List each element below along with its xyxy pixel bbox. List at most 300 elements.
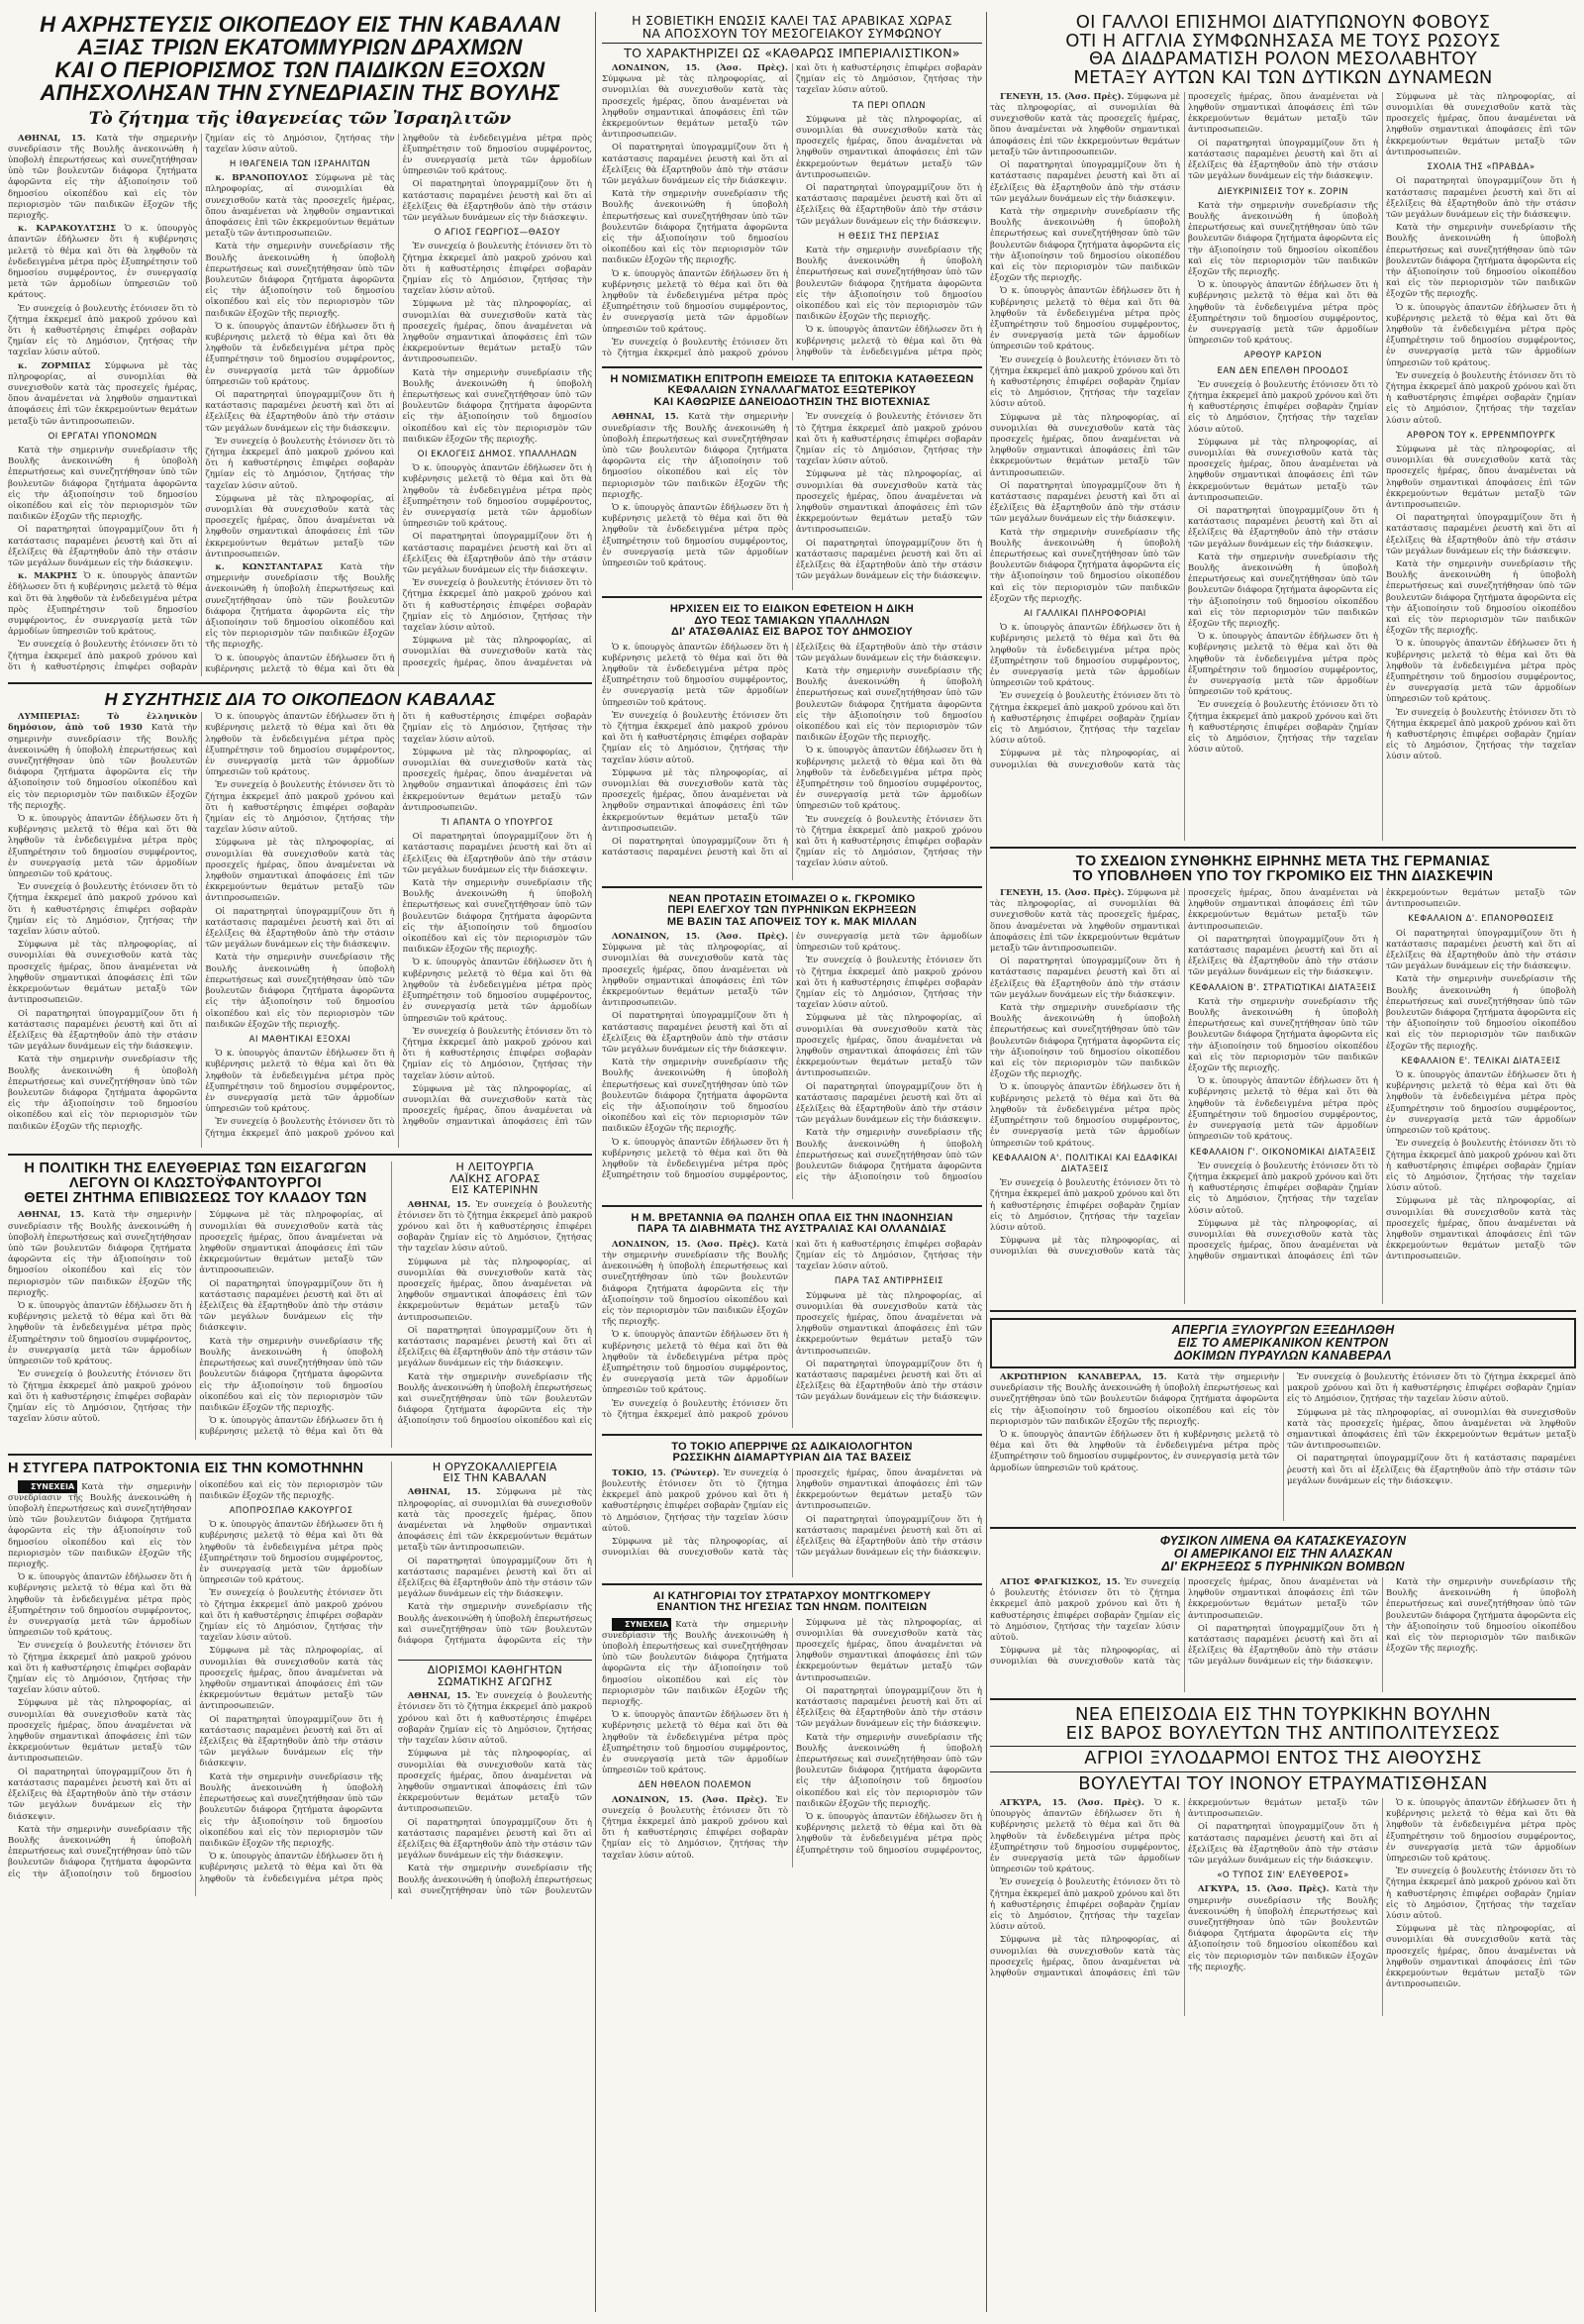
paragraph: Οἱ παρατηρηταὶ ὑπογραμμίζουν ὅτι ἡ κατάστασις παραμένει ῥευστὴ καὶ ὅτι αἱ ἐξελίξεις θὰ ἐξαρτηθοῦν ἀπὸ τὴν στάσιν τῶν μεγάλων δυνάμεων εἰς τὴν διάσκεψιν. — [397, 1556, 592, 1600]
headline-line: ΕΙΣ ΚΑΤΕΡΙΝΗΝ — [451, 1183, 539, 1197]
paragraph: Κατὰ τὴν σημερινὴν συνεδρίασιν τῆς Βουλῆς ἀνεκοινώθη ἡ ὑποβολὴ ἐπερωτήσεως καὶ συνεζητήθησαν ὑπὸ τῶν βουλευτῶν διάφορα ζητήματα ἀφορῶντα εἰς τὴν ἀξιοποίησιν τοῦ δημοσίου οἰκοπέδου καὶ εἰς τὸν περιορισμὸν τῶν παιδικῶν ἐξοχῶν τῆς περιοχῆς. — [602, 1058, 788, 1135]
dateline: ΛΟΝΔΙΝΟΝ, 15. (Ἀσσ. Πρὲς). — [612, 1794, 767, 1805]
paragraph: Ἐν συνεχείᾳ ὁ βουλευτὴς ἐτόνισεν ὅτι τὸ ζήτημα ἐκκρεμεῖ ἀπὸ μακροῦ χρόνου καὶ ὅτι ἡ καθυστέρησις ἐπιφέρει σοβαρὰν ζημίαν εἰς τὸ Δημόσιον, ζητήσας τὴν ταχεῖαν λύσιν αὐτοῦ. — [199, 1588, 383, 1644]
paragraph: Ἐν συνεχείᾳ ὁ βουλευτὴς ἐτόνισεν ὅτι τὸ ζήτημα ἐκκρεμεῖ ἀπὸ μακροῦ χρόνου καὶ ὅτι ἡ καθυστέρησις ἐπιφέρει σοβαρὰν ζημίαν εἰς τὸ Δημόσιον, ζητήσας τὴν ταχεῖαν λύσιν αὐτοῦ. — [205, 436, 395, 491]
paragraph: Ἐν συνεχείᾳ ὁ βουλευτὴς ἐτόνισεν ὅτι τὸ ζήτημα ἐκκρεμεῖ ἀπὸ μακροῦ χρόνου καὶ ὅτι ἡ καθυστέρησις ἐπιφέρει σοβαρὰν ζημίαν εἰς τὸ Δημόσιον, ζητήσας τὴν ταχεῖαν λύσιν αὐτοῦ. — [1188, 1161, 1378, 1216]
article-body — [602, 1468, 982, 1577]
speaker-name: κ. ΚΑΡΑΚΟΥΛΤΣΗΣ — [18, 224, 117, 235]
paragraph: Σύμφωνα μὲ τὰς πληροφορίας, αἱ συνομιλίαι θὰ συνεχισθοῦν κατὰ τὰς προσεχεῖς ἡμέρας, ὅπου ἀναμένεται νὰ ληφθοῦν σημαντικαὶ ἀποφάσεις ἐπὶ τῶν ἐκκρεμούντων θεμάτων μεταξὺ τῶν ἀντιπροσωπειῶν. — [397, 1487, 592, 1554]
article-textile-imports — [8, 1154, 592, 1447]
dateline: ΛΥΜΠΕΡΙΑΣ: Τὸ ἑλληνικὸν δημόσιον, ἀπὸ τοῦ 1930 — [8, 712, 198, 734]
section-subhead: ΑΡΘΡΟΝ ΤΟΥ κ. ΕΡΡΕΝΜΠΟΥΡΓΚ — [1406, 430, 1556, 441]
paragraph: Ὁ κ. ὑπουργὸς ἀπαντῶν ἐδήλωσεν ὅτι ἡ κυβέρνησις μελετᾷ τὸ θέμα καὶ ὅτι θὰ ληφθοῦν τὰ ἐνδεδειγμένα μέτρα πρὸς ἐξυπηρέτησιν τοῦ δημοσίου συμφέροντος, ἐν συνεργασίᾳ μετὰ τῶν ἁρμοδίων ὑπηρεσιῶν τοῦ κράτους. — [1188, 280, 1378, 347]
paragraph: Οἱ παρατηρηταὶ ὑπογραμμίζουν ὅτι ἡ κατάστασις παραμένει ῥευστὴ καὶ ὅτι αἱ ἐξελίξεις θὰ ἐξαρτηθοῦν ἀπὸ τὴν στάσιν τῶν μεγάλων δυνάμεων εἰς τὴν διάσκεψιν. — [8, 525, 198, 569]
paragraph: Ἐν συνεχείᾳ ὁ βουλευτὴς ἐτόνισεν ὅτι τὸ ζήτημα ἐκκρεμεῖ ἀπὸ μακροῦ χρόνου καὶ ὅτι ἡ καθυστέρησις ἐπιφέρει σοβαρὰν ζημίαν εἰς τὸ Δημόσιον, ζητήσας τὴν ταχεῖαν λύσιν αὐτοῦ. — [990, 1178, 1180, 1233]
paragraph: Οἱ παρατηρηταὶ ὑπογραμμίζουν ὅτι ἡ κατάστασις παραμένει ῥευστὴ καὶ ὅτι αἱ ἐξελίξεις θὰ ἐξαρτηθοῦν ἀπὸ τὴν στάσιν τῶν μεγάλων δυνάμεων εἰς τὴν διάσκεψιν. — [397, 1325, 592, 1369]
speaker-name: κ. ΚΩΝΣΤΑΝΤΑΡΑΣ — [215, 562, 323, 573]
headline-line: ΔΥΟ ΤΕΩΣ ΤΑΜΙΑΚΩΝ ΥΠΑΛΛΗΛΩΝ — [694, 614, 890, 627]
headline-line: ΕΙΣ ΒΑΡΟΣ ΒΟΥΛΕΥΤΩΝ ΤΗΣ ΑΝΤΙΠΟΛΙΤΕΥΣΕΩΣ — [1065, 1722, 1501, 1744]
paragraph: Κατὰ τὴν σημερινὴν συνεδρίασιν τῆς Βουλῆς ἀνεκοινώθη ἡ ὑποβολὴ ἐπερωτήσεως καὶ συνεζητήθησαν ὑπὸ τῶν βουλευτῶν διάφορα ζητήματα ἀφορῶντα εἰς τὴν ἀξιοποίησιν τοῦ δημοσίου οἰκοπέδου καὶ εἰς τὸν περιορισμὸν τῶν παιδικῶν ἐξοχῶν τῆς περιοχῆς. — [990, 527, 1180, 604]
headline-line: ΚΕΦΑΛΑΙΩΝ ΣΥΝΑΛΛΑΓΜΑΤΟΣ ΕΞΩΤΕΡΙΚΟΥ — [667, 384, 917, 397]
headline — [8, 14, 592, 105]
paragraph: Κατὰ τὴν σημερινὴν συνεδρίασιν τῆς Βουλῆς ἀνεκοινώθη ἡ ὑποβολὴ ἐπερωτήσεως καὶ συνεζητήθησαν ὑπὸ τῶν βουλευτῶν διάφορα ζητήματα ἀφορῶντα εἰς τὴν ἀξιοποίησιν τοῦ δημοσίου οἰκοπέδου καὶ εἰς τὸν περιορισμὸν τῶν παιδικῶν ἐξοχῶν τῆς περιοχῆς. — [1386, 974, 1576, 1052]
side-story — [391, 1162, 592, 1447]
article-french-fears-britain — [990, 14, 1576, 841]
headline — [602, 604, 982, 638]
article-body — [602, 643, 982, 880]
dateline: ΛΟΝΔΙΝΟΝ, 15. (Ἀσσ. Πρὲς). — [612, 63, 788, 73]
headline: Η ΣΤΥΓΕΡΑ ΠΑΤΡΟΚΤΟΝΙΑ ΕΙΣ ΤΗΝ ΚΟΜΟΤΗΝΗΝ — [8, 1460, 364, 1476]
paragraph: Ἐν συνεχείᾳ ὁ βουλευτὴς ἐτόνισεν ὅτι τὸ ζήτημα ἐκκρεμεῖ ἀπὸ μακροῦ χρόνου καὶ ὅτι ἡ καθυστέρησις ἐπιφέρει σοβαρὰν ζημίαν εἰς τὸ Δημόσιον, ζητήσας τὴν ταχεῖαν λύσιν αὐτοῦ. — [796, 956, 982, 1011]
paragraph: Σύμφωνα μὲ τὰς πληροφορίας, αἱ συνομιλίαι θὰ συνεχισθοῦν κατὰ τὰς προσεχεῖς ἡμέρας, ὅπου ἀναμένεται νὰ ληφθοῦν σημαντικαὶ ἀποφάσεις ἐπὶ τῶν ἐκκρεμούντων θεμάτων μεταξὺ τῶν ἀντιπροσωπειῶν. — [796, 114, 982, 180]
main-story — [8, 1162, 383, 1447]
paragraph: Οἱ παρατηρηταὶ ὑπογραμμίζουν ὅτι ἡ κατάστασις παραμένει ῥευστὴ καὶ ὅτι αἱ ἐξελίξεις θὰ ἐξαρτηθοῦν ἀπὸ τὴν στάσιν τῶν μεγάλων δυνάμεων εἰς τὴν διάσκεψιν. — [205, 389, 395, 434]
paragraph: Σύμφωνα μὲ τὰς πληροφορίας, αἱ συνομιλίαι θὰ συνεχισθοῦν κατὰ τὰς προσεχεῖς ἡμέρας, ὅπου ἀναμένεται νὰ ληφθοῦν σημαντικαὶ ἀποφάσεις ἐπὶ τῶν ἐκκρεμούντων θεμάτων μεταξὺ τῶν ἀντιπροσωπειῶν. — [602, 74, 788, 141]
article-gromyko-proposal — [602, 886, 982, 1199]
headline-line: Η Μ. ΒΡΕΤΑΝΝΙΑ ΘΑ ΠΩΛΗΣΗ ΟΠΛΑ ΕΙΣ ΤΗΝ ΙΝΔΟΝΗΣΙΑΝ — [631, 1211, 953, 1224]
paragraph: Κατὰ τὴν σημερινὴν συνεδρίασιν τῆς Βουλῆς ἀνεκοινώθη ἡ ὑποβολὴ ἐπερωτήσεως καὶ συνεζητήθησαν ὑπὸ τῶν βουλευτῶν διάφορα ζητήματα ἀφορῶντα εἰς τὴν ἀξιοποίησιν τοῦ δημοσίου οἰκοπέδου καὶ εἰς τὸν περιορισμὸν τῶν παιδικῶν ἐξοχῶν τῆς περιοχῆς. — [199, 1336, 383, 1413]
paragraph: Οἱ παρατηρηταὶ ὑπογραμμίζουν ὅτι ἡ κατάστασις παραμένει ῥευστὴ καὶ ὅτι αἱ ἐξελίξεις θὰ ἐξαρτηθοῦν ἀπὸ τὴν στάσιν τῶν μεγάλων δυνάμεων εἰς τὴν διάσκεψιν. — [1188, 505, 1378, 550]
dateline: ΑΘΗΝΑΙ, 15. — [407, 1199, 471, 1210]
paragraph: Ἐν συνεχείᾳ ὁ βουλευτὴς ἐτόνισεν ὅτι τὸ ζήτημα ἐκκρεμεῖ ἀπὸ μακροῦ χρόνου καὶ ὅτι ἡ καθυστέρησις ἐπιφέρει σοβαρὰν ζημίαν εἰς τὸ Δημόσιον, ζητήσας τὴν ταχεῖαν λύσιν αὐτοῦ. — [1287, 1372, 1576, 1405]
headline-line: ΒΟΥΛΕΥΤΑΙ ΤΟΥ ΙΝΟΝΟΥ ΕΤΡΑΥΜΑΤΙΣΘΗΣΑΝ — [990, 1771, 1576, 1794]
article-treasury-trial — [602, 596, 982, 879]
headline-line: ΗΡΧΙΣΕΝ ΕΙΣ ΤΟ ΕΙΔΙΚΟΝ ΕΦΕΤΕΙΟΝ Η ΔΙΚΗ — [669, 603, 915, 616]
section-subhead: «Ο ΤΥΠΟΣ ΣΙΝ' ΕΛΕΥΘΕΡΟΣ» — [1217, 1870, 1349, 1881]
headline-line: ΜΕ ΒΑΣΙΝ ΤΑΣ ΑΠΟΨΕΙΣ ΤΟΥ κ. ΜΑΚ ΜΙΛΛΑΝ — [666, 915, 918, 928]
paragraph: Σύμφωνα μὲ τὰς πληροφορίας, αἱ συνομιλίαι θὰ συνεχισθοῦν κατὰ τὰς προσεχεῖς ἡμέρας, ὅπου ἀναμένεται νὰ ληφθοῦν σημαντικαὶ ἀποφάσεις ἐπὶ τῶν ἐκκρεμούντων θεμάτων μεταξὺ τῶν ἀντιπροσωπειῶν. — [602, 767, 788, 834]
paragraph: Ἐν συνεχείᾳ ὁ βουλευτὴς ἐτόνισεν ὅτι τὸ ζήτημα ἐκκρεμεῖ ἀπὸ μακροῦ χρόνου καὶ ὅτι ἡ καθυστέρησις ἐπιφέρει σοβαρὰν ζημίαν εἰς τὸ Δημόσιον, ζητήσας τὴν ταχεῖαν λύσιν αὐτοῦ. — [990, 691, 1180, 747]
article-kavala-plot-parliament — [8, 14, 592, 676]
paragraph: Σύμφωνα μὲ τὰς πληροφορίας, αἱ συνομιλίαι θὰ συνεχισθοῦν κατὰ τὰς προσεχεῖς ἡμέρας, ὅπου ἀναμένεται νὰ ληφθοῦν σημαντικαὶ ἀποφάσεις ἐπὶ τῶν ἐκκρεμούντων θεμάτων μεταξὺ τῶν ἀντιπροσωπειῶν. — [1386, 91, 1576, 157]
paragraph: Ὁ κ. ὑπουργὸς ἀπαντῶν ἐδήλωσεν ὅτι ἡ κυβέρνησις μελετᾷ τὸ θέμα καὶ ὅτι θὰ ληφθοῦν τὰ ἐνδεδειγμένα μέτρα πρὸς ἐξυπηρέτησιν τοῦ δημοσίου συμφέροντος, ἐν συνεργασίᾳ μετὰ τῶν ἁρμοδίων ὑπηρεσιῶν τοῦ κράτους. — [990, 623, 1180, 689]
section-subhead: ΔΙΕΥΚΡΙΝΙΣΕΙΣ ΤΟΥ κ. ΖΟΡΙΝ — [1218, 186, 1348, 197]
article-german-peace-treaty — [990, 847, 1576, 1304]
headline-line: ΕΙΣ ΤΗΝ ΚΑΒΑΛΑΝ — [443, 1470, 547, 1484]
paragraph: Ὁ κ. ὑπουργὸς ἀπαντῶν ἐδήλωσεν ὅτι ἡ κυβέρνησις μελετᾷ τὸ θέμα καὶ ὅτι θὰ ληφθοῦν τὰ ἐνδεδειγμένα μέτρα πρὸς ἐξυπηρέτησιν τοῦ δημοσίου συμφέροντος, ἐν συνεργασίᾳ μετὰ τῶν ἁρμοδίων ὑπηρεσιῶν τοῦ κράτους. — [8, 1572, 192, 1639]
paragraph: Οἱ παρατηρηταὶ ὑπογραμμίζουν ὅτι ἡ κατάστασις παραμένει ῥευστὴ καὶ ὅτι αἱ ἐξελίξεις θὰ ἐξαρτηθοῦν ἀπὸ τὴν στάσιν τῶν μεγάλων δυνάμεων εἰς τὴν διάσκεψιν. — [796, 1685, 982, 1730]
article-alaska-harbor — [990, 1527, 1576, 1692]
paragraph: Ὁ κ. ὑπουργὸς ἀπαντῶν ἐδήλωσεν ὅτι ἡ κυβέρνησις μελετᾷ τὸ θέμα καὶ ὅτι θὰ ληφθοῦν τὰ ἐνδεδειγμένα μέτρα πρὸς ἐξυπηρέτησιν τοῦ δημοσίου συμφέροντος, ἐν συνεργασίᾳ μετὰ τῶν ἁρμοδίων ὑπηρεσιῶν τοῦ κράτους. — [602, 502, 788, 568]
paragraph: Ὁ κ. ὑπουργὸς ἀπαντῶν ἐδήλωσεν ὅτι ἡ κυβέρνησις μελετᾷ τὸ θέμα καὶ ὅτι θὰ ληφθοῦν τὰ ἐνδεδειγμένα μέτρα πρὸς ἐξυπηρέτησιν τοῦ δημοσίου συμφέροντος, ἐν συνεργασίᾳ μετὰ τῶν ἁρμοδίων ὑπηρεσιῶν τοῦ κράτους. — [8, 571, 198, 638]
paragraph: Οἱ παρατηρηταὶ ὑπογραμμίζουν ὅτι ἡ κατάστασις παραμένει ῥευστὴ καὶ ὅτι αἱ ἐξελίξεις θὰ ἐξαρτηθοῦν ἀπὸ τὴν στάσιν τῶν μεγάλων δυνάμεων εἰς τὴν διάσκεψιν. — [990, 957, 1180, 1000]
paragraph: Κατὰ τὴν σημερινὴν συνεδρίασιν τῆς Βουλῆς ἀνεκοινώθη ἡ ὑποβολὴ ἐπερωτήσεως καὶ συνεζητήθησαν ὑπὸ τῶν βουλευτῶν διάφορα ζητήματα ἀφορῶντα εἰς τὴν — [397, 1602, 592, 1647]
section-subhead: ΤΑ ΠΕΡΙ ΟΠΛΩΝ — [851, 100, 927, 111]
paragraph: Ὁ κ. ὑπουργὸς ἀπαντῶν ἐδήλωσεν ὅτι ἡ κυβέρνησις μελετᾷ τὸ θέμα καὶ ὅτι θὰ ληφθοῦν τὰ ἐνδεδειγμένα μέτρα πρὸς ἐξυπηρέτησιν τοῦ δημοσίου συμφέροντος, ἐν συνεργασίᾳ μετὰ τῶν ἁρμοδίων ὑπηρεσιῶν τοῦ κράτους. — [205, 321, 395, 387]
headline — [990, 14, 1576, 88]
paragraph: Ὁ κ. ὑπουργὸς ἀπαντῶν ἐδήλωσεν ὅτι ἡ κυβέρνησις μελετᾷ τὸ θέμα καὶ ὅτι θὰ ληφθοῦν τὰ ἐνδεδειγμένα μέτρα πρὸς ἐξυπηρέτησιν τοῦ δημοσίου συμφέροντος, ἐν συνεργασίᾳ μετὰ τῶν ἁρμοδίων ὑπηρεσιῶν τοῦ κράτους. — [602, 268, 788, 335]
paragraph: Οἱ παρατηρηταὶ ὑπογραμμίζουν ὅτι ἡ κατάστασις παραμένει ῥευστὴ καὶ ὅτι αἱ ἐξελίξεις θὰ ἐξαρτηθοῦν ἀπὸ τὴν στάσιν τῶν μεγάλων δυνάμεων εἰς τὴν διάσκεψιν. — [796, 183, 982, 227]
dateline: ΑΘΗΝΑΙ, 15. — [18, 133, 86, 144]
paragraph: Ὁ κ. ὑπουργὸς ἀπαντῶν ἐδήλωσεν ὅτι ἡ κυβέρνησις μελετᾷ τὸ θέμα καὶ ὅτι θὰ ληφθοῦν τὰ ἐνδεδειγμένα μέτρα πρὸς — [796, 325, 982, 357]
headline-line: ΘΑ ΔΙΑΔΡΑΜΑΤΙΣΗ ΡΟΛΟΝ ΜΕΣΟΛΑΒΗΤΟΥ — [1088, 49, 1478, 70]
paragraph: Κατὰ τὴν σημερινὴν συνεδρίασιν τῆς Βουλῆς ἀνεκοινώθη ἡ ὑποβολὴ ἐπερωτήσεως καὶ συνεζητήθησαν ὑπὸ τῶν βουλευτῶν διάφορα ζητήματα ἀφορῶντα εἰς τὴν ἀξιοποίησιν τοῦ δημοσίου οἰκοπέδου καὶ εἰς τὸν περιορισμὸν τῶν παιδικῶν ἐξοχῶν τῆς περιοχῆς. — [199, 1771, 383, 1849]
headline-line: ΦΥΣΙΚΟΝ ΛΙΜΕΝΑ ΘΑ ΚΑΤΑΣΚΕΥΑΣΟΥΝ — [1159, 1534, 1407, 1549]
paragraph: Ἐν συνεχείᾳ ὁ βουλευτὴς ἐτόνισεν ὅτι τὸ ζήτημα ἐκκρεμεῖ ἀπὸ μακροῦ χρόνου καὶ ὅτι ἡ καθυστέρησις ἐπιφέρει σοβαρὰν ζημίαν εἰς τὸ Δημόσιον, ζητήσας τὴν ταχεῖαν λύσιν αὐτοῦ. — [402, 1026, 592, 1081]
headline-line: ΕΝΑΝΤΙΟΝ ΤΗΣ ΗΓΕΣΙΑΣ ΤΩΝ ΗΝΩΜ. ΠΟΛΙΤΕΙΩΝ — [656, 1601, 928, 1614]
article-body — [602, 1618, 982, 1868]
paragraph: Κατὰ τὴν σημερινὴν συνεδρίασιν τῆς Βουλῆς ἀνεκοινώθη ἡ ὑποβολὴ ἐπερωτήσεως καὶ συνεζητήθησαν ὑπὸ τῶν βουλευτῶν διάφορα ζητήματα ἀφορῶντα εἰς τὴν ἀξιοποίησιν τοῦ δημοσίου οἰκοπέδου καὶ εἰς τὸν περιορισμὸν τῶν παιδικῶν ἐξοχῶν τῆς περιοχῆς. — [1386, 223, 1576, 300]
headline-line: ΑΙ ΚΑΤΗΓΟΡΙΑΙ ΤΟΥ ΣΤΡΑΤΑΡΧΟΥ ΜΟΝΤΓΚΟΜΕΡΥ — [652, 1589, 932, 1602]
article-body — [8, 712, 592, 1148]
paragraph: Ἐν συνεχείᾳ ὁ βουλευτὴς ἐτόνισεν ὅτι τὸ ζήτημα ἐκκρεμεῖ ἀπὸ μακροῦ χρόνου καὶ ὅτι ἡ καθυστέρησις ἐπιφέρει σοβαρὰν ζημίαν εἰς τὸ Δημόσιον, ζητήσας τὴν ταχεῖαν λύσιν αὐτοῦ. — [397, 1199, 592, 1255]
paragraph: Κατὰ τὴν σημερινὴν συνεδρίασιν τῆς Βουλῆς ἀνεκοινώθη ἡ ὑποβολὴ ἐπερωτήσεως καὶ συνεζητήθησαν ὑπὸ τῶν βουλευτῶν διάφορα ζητήματα ἀφορῶντα εἰς τὴν ἀξιοποίησιν τοῦ δημοσίου οἰκοπέδου καὶ εἰς τὸν περιορισμὸν τῶν παιδικῶν ἐξοχῶν τῆς περιοχῆς. — [402, 367, 592, 445]
paragraph: Σύμφωνα μὲ τὰς πληροφορίας, αἱ συνομιλίαι θὰ συνεχισθοῦν κατὰ τὰς προσεχεῖς ἡμέρας, ὅπου ἀναμένεται νὰ ληφθοῦν σημαντικαὶ ἀποφάσεις ἐπὶ τῶν ἐκκρεμούντων θεμάτων μεταξὺ τῶν ἀντιπροσωπειῶν. — [990, 1797, 1378, 1978]
headline — [398, 1162, 592, 1195]
article-body — [8, 1210, 383, 1440]
paragraph: Οἱ παρατηρηταὶ ὑπογραμμίζουν ὅτι ἡ κατάστασις παραμένει ῥευστὴ καὶ ὅτι αἱ ἐξελίξεις θὰ ἐξαρτηθοῦν ἀπὸ τὴν στάσιν τῶν μεγάλων δυνάμεων εἰς τὴν διάσκεψιν. — [602, 143, 788, 187]
headline — [398, 1462, 592, 1484]
headline-line: ΟΙ ΑΜΕΡΙΚΑΝΟΙ ΕΙΣ ΤΗΝ ΑΛΑΣΚΑΝ — [1173, 1547, 1393, 1562]
article-body — [990, 1798, 1576, 2016]
paragraph: Οἱ παρατηρηταὶ ὑπογραμμίζουν ὅτι ἡ κατάστασις παραμένει ῥευστὴ καὶ ὅτι αἱ ἐξελίξεις θὰ ἐξαρτηθοῦν ἀπὸ τὴν στάσιν τῶν μεγάλων δυνάμεων εἰς τὴν διάσκεψιν. — [1188, 1623, 1378, 1667]
headline-line: ΔΙΟΡΙΣΜΟΙ ΚΑΘΗΓΗΤΩΝ — [427, 1664, 562, 1677]
dateline: ΑΚΡΩΤΗΡΙΟΝ ΚΑΝΑΒΕΡΑΛ, 15. — [1000, 1372, 1167, 1383]
paragraph: Κατὰ τὴν σημερινὴν συνεδρίασιν τῆς Βουλῆς ἀνεκοινώθη ἡ ὑποβολὴ ἐπερωτήσεως καὶ συνεζητήθησαν ὑπὸ τῶν βουλευτῶν διάφορα ζητήματα ἀφορῶντα εἰς τὴν ἀξιοποίησιν τοῦ δημοσίου οἰκοπέδου καὶ εἰς τὸν περιορισμὸν τῶν παιδικῶν ἐξοχῶν τῆς περιοχῆς. — [8, 133, 198, 221]
headline — [398, 1665, 592, 1687]
paragraph: Κατὰ τὴν σημερινὴν συνεδρίασιν τῆς Βουλῆς ἀνεκοινώθη ἡ ὑποβολὴ ἐπερωτήσεως καὶ συνεζητήθησαν ὑπὸ τῶν βουλευτῶν διάφορα ζητήματα ἀφορῶντα εἰς τὴν ἀξιοποίησιν τοῦ δημοσίου οἰκοπέδου καὶ εἰς τὸν περιορισμὸν τῶν παιδικῶν ἐξοχῶν τῆς περιοχῆς. — [205, 953, 395, 1030]
headline-line: ΜΕΤΑΞΥ ΑΥΤΩΝ ΚΑΙ ΤΩΝ ΔΥΤΙΚΩΝ ΔΥΝΑΜΕΩΝ — [1073, 67, 1493, 89]
article-body — [602, 63, 982, 360]
paragraph: Σύμφωνα μὲ τὰς πληροφορίας, αἱ συνομιλίαι θὰ συνεχισθοῦν κατὰ τὰς προσεχεῖς ἡμέρας, ὅπου ἀναμένεται νὰ ληφθοῦν σημαντικαὶ ἀποφάσεις ἐπὶ τῶν ἐκκρεμούντων θεμάτων μεταξὺ τῶν ἀντιπροσωπειῶν. — [8, 1698, 192, 1765]
paragraph: Σύμφωνα μὲ τὰς πληροφορίας, αἱ συνομιλίαι θὰ συνεχισθοῦν κατὰ τὰς προσεχεῖς ἡμέρας, ὅπου ἀναμένεται νὰ ληφθοῦν σημαντικαὶ ἀποφάσεις ἐπὶ τῶν ἐκκρεμούντων θεμάτων μεταξὺ τῶν ἀντιπροσωπειῶν. — [8, 940, 198, 1006]
headline-line: ΟΙ ΓΑΛΛΟΙ ΕΠΙΣΗΜΟΙ ΔΙΑΤΥΠΩΝΟΥΝ ΦΟΒΟΥΣ — [1075, 12, 1491, 33]
main-story — [8, 1462, 383, 1900]
paragraph: Ὁ κ. ὑπουργὸς ἀπαντῶν ἐδήλωσεν ὅτι ἡ κυβέρνησις μελετᾷ τὸ θέμα καὶ ὅτι θὰ ληφθοῦν τὰ ἐνδεδειγμένα μέτρα πρὸς ἐξυπηρέτησιν τοῦ δημοσίου συμφέροντος, ἐν συνεργασίᾳ μετὰ τῶν ἁρμοδίων ὑπηρεσιῶν τοῦ κράτους. — [1188, 632, 1378, 698]
section-subhead: Η ΘΕΣΙΣ ΤΗΣ ΠΕΡΣΙΑΣ — [838, 231, 940, 242]
paragraph: Ἐν συνεχείᾳ ὁ βουλευτὴς ἐτόνισεν ὅτι τὸ ζήτημα ἐκκρεμεῖ ἀπὸ μακροῦ χρόνου καὶ ὅτι ἡ καθυστέρησις ἐπιφέρει σοβαρὰν ζημίαν εἰς τὸ Δημόσιον, ζητήσας τὴν ταχεῖαν λύσιν αὐτοῦ. — [397, 1691, 592, 1747]
side-story — [391, 1462, 592, 1900]
section-subhead: ΑΡΘΟΥΡ ΚΑΡΣΟΝ — [1243, 351, 1323, 361]
article-body — [398, 1487, 592, 1656]
paragraph: Οἱ παρατηρηταὶ ὑπογραμμίζουν ὅτι ἡ κατάστασις παραμένει ῥευστὴ καὶ ὅτι αἱ ἐξελίξεις θὰ ἐξαρτηθοῦν ἀπὸ τὴν στάσιν τῶν μεγάλων δυνάμεων εἰς τὴν διάσκεψιν. — [8, 1008, 198, 1053]
paragraph: Κατὰ τὴν σημερινὴν συνεδρίασιν τῆς Βουλῆς ἀνεκοινώθη ἡ ὑποβολὴ ἐπερωτήσεως καὶ συνεζητήθησαν ὑπὸ τῶν βουλευτῶν διάφορα ζητήματα ἀφορῶντα εἰς τὴν ἀξιοποίησιν τοῦ δημοσίου οἰκοπέδου καὶ εἰς τὸν περιορισμὸν τῶν παιδικῶν ἐξοχῶν τῆς περιοχῆς. — [602, 412, 789, 500]
paragraph: Σύμφωνα μὲ τὰς πληροφορίας, αἱ συνομιλίαι θὰ συνεχισθοῦν κατὰ τὰς προσεχεῖς ἡμέρας, ὅπου ἀναμένεται νὰ ληφθοῦν σημαντικαὶ ἀποφάσεις ἐπὶ τῶν — [402, 1083, 592, 1128]
paragraph: Κατὰ τὴν σημερινὴν συνεδρίασιν τῆς Βουλῆς ἀνεκοινώθη ἡ ὑποβολὴ ἐπερωτήσεως καὶ συνεζητήθησαν ὑπὸ τῶν βουλευτῶν διάφορα ζητήματα ἀφορῶντα εἰς τὴν ἀξιοποίησιν τοῦ δημοσίου οἰκοπέδου καὶ εἰς τὸν περιορισμὸν τῶν παιδικῶν ἐξοχῶν τῆς περιοχῆς. — [1188, 200, 1378, 277]
headline-line: Η ΣΟΒΙΕΤΙΚΗ ΕΝΩΣΙΣ ΚΑΛΕΙ ΤΑΣ ΑΡΑΒΙΚΑΣ ΧΩΡΑΣ — [632, 13, 952, 28]
speaker-name: κ. ΜΑΚΡΗΣ — [18, 571, 77, 582]
paragraph: Οἱ παρατηρηταὶ ὑπογραμμίζουν ὅτι ἡ κατάστασις παραμένει ῥευστὴ καὶ ὅτι αἱ ἐξελίξεις θὰ ἐξαρτηθοῦν ἀπὸ τὴν στάσιν τῶν μεγάλων δυνάμεων εἰς τὴν διάσκεψιν. — [1188, 1822, 1378, 1866]
paragraph: Σύμφωνα μὲ τὰς πληροφορίας, αἱ συνομιλίαι θὰ συνεχισθοῦν κατὰ τὰς προσεχεῖς ἡμέρας, ὅπου ἀναμένεται νὰ ληφθοῦν σημαντικαὶ ἀποφάσεις ἐπὶ τῶν ἐκκρεμούντων θεμάτων μεταξὺ τῶν ἀντιπροσωπειῶν. — [796, 1290, 982, 1357]
paragraph: Κατὰ τὴν σημερινὴν συνεδρίασιν τῆς Βουλῆς ἀνεκοινώθη ἡ ὑποβολὴ ἐπερωτήσεως καὶ συνεζητήθησαν ὑπὸ τῶν βουλευτῶν — [397, 1864, 592, 1896]
article-body — [8, 1480, 383, 1896]
headline-line: ΤΟ ΣΧΕΔΙΟΝ ΣΥΝΘΗΚΗΣ ΕΙΡΗΝΗΣ ΜΕΤΑ ΤΗΣ ΓΕΡΜΑΝΙΑΣ — [1075, 853, 1491, 869]
paragraph: Κατὰ τὴν σημερινὴν συνεδρίασιν τῆς Βουλῆς ἀνεκοινώθη ἡ ὑποβολὴ ἐπερωτήσεως καὶ συνεζητήθησαν ὑπὸ τῶν βουλευτῶν διάφορα ζητήματα ἀφορῶντα εἰς τὴν ἀξιοποίησιν τοῦ δημοσίου οἰκοπέδου καὶ εἰς τὸν περιορισμὸν τῶν παιδικῶν ἐξοχῶν τῆς περιοχῆς. — [1386, 1577, 1576, 1655]
paragraph: Κατὰ τὴν σημερινὴν συνεδρίασιν τῆς Βουλῆς ἀνεκοινώθη ἡ ὑποβολὴ ἐπερωτήσεως καὶ συνεζητήθησαν ὑπὸ τῶν βουλευτῶν διάφορα ζητήματα ἀφορῶντα εἰς τὴν ἀξιοποίησιν τοῦ δημοσίου οἰκοπέδου καὶ εἰς τὸν περιορισμὸν τῶν παιδικῶν ἐξοχῶν τῆς περιοχῆς. — [990, 1372, 1279, 1427]
headline-line: Η ΟΡΥΖΟΚΑΛΛΙΕΡΓΕΙΑ — [432, 1460, 557, 1473]
headline-line: ΠΑΡΑ ΤΑ ΔΙΑΒΗΜΑΤΑ ΤΗΣ ΑΥΣΤΡΑΛΙΑΣ ΚΑΙ ΟΛΛΑΝΔΙΑΣ — [638, 1223, 946, 1236]
paragraph: Ὁ κ. ὑπουργὸς ἀπαντῶν ἐδήλωσεν ὅτι ἡ κυβέρνησις μελετᾷ τὸ θέμα καὶ ὅτι θὰ ληφθοῦν τὰ ἐνδεδειγμένα μέτρα πρὸς ἐξυπηρέτησιν τοῦ δημοσίου συμφέροντος, ἐν συνεργασίᾳ μετὰ τῶν ἁρμοδίων ὑπηρεσιῶν τοῦ κράτους. — [8, 814, 198, 880]
article-body — [602, 932, 982, 1199]
paragraph: Σύμφωνα μὲ τὰς πληροφορίας, αἱ συνομιλίαι θὰ συνεχισθοῦν κατὰ τὰς προσεχεῖς ἡμέρας, ὅπου ἀναμένεται νὰ ληφθοῦν σημαντικαὶ ἀποφάσεις ἐπὶ τῶν ἐκκρεμούντων θεμάτων μεταξὺ τῶν ἀντιπροσωπειῶν. — [1386, 444, 1576, 510]
article-monetary-committee — [602, 366, 982, 590]
paragraph: Ὁ κ. ὑπουργὸς ἀπαντῶν ἐδήλωσεν ὅτι ἡ κυβέρνησις μελετᾷ τὸ θέμα καὶ ὅτι θὰ ληφθοῦν τὰ ἐνδεδειγμένα μέτρα πρὸς — [199, 1852, 383, 1884]
paragraph: Ὁ κ. ὑπουργὸς ἀπαντῶν ἐδήλωσεν ὅτι ἡ κυβέρνησις μελετᾷ τὸ θέμα καὶ ὅτι θὰ ληφθοῦν τὰ ἐνδεδειγμένα μέτρα πρὸς ἐξυπηρέτησιν τοῦ δημοσίου συμφέροντος, ἐν συνεργασίᾳ μετὰ τῶν ἁρμοδίων ὑπηρεσιῶν τοῦ κράτους. — [602, 642, 788, 708]
headline — [602, 374, 982, 408]
headline — [990, 855, 1576, 884]
headline-line: Η ΠΟΛΙΤΙΚΗ ΤΗΣ ΕΛΕΥΘΕΡΙΑΣ ΤΩΝ ΕΙΣΑΓΩΓΩΝ — [24, 1161, 367, 1177]
headline-line: ΘΕΤΕΙ ΖΗΤΗΜΑ ΕΠΙΒΙΩΣΕΩΣ ΤΟΥ ΚΛΑΔΟΥ ΤΩΝ — [24, 1190, 367, 1207]
paragraph: Κατὰ τὴν σημερινὴν συνεδρίασιν τῆς Βουλῆς ἀνεκοινώθη ἡ ὑποβολὴ ἐπερωτήσεως καὶ συνεζητήθησαν ὑπὸ τῶν βουλευτῶν διάφορα ζητήματα ἀφορῶντα εἰς τὴν ἀξιοποίησιν τοῦ δημοσίου οἰκοπέδου καὶ εἰς τὸν περιορισμὸν τῶν παιδικῶν ἐξοχῶν τῆς περιοχῆς. — [602, 1239, 788, 1328]
article-row — [8, 1162, 592, 1447]
paragraph: Ἐν συνεχείᾳ ὁ βουλευτὴς ἐτόνισεν ὅτι τὸ ζήτημα ἐκκρεμεῖ ἀπὸ μακροῦ χρόνου καὶ ὅτι ἡ καθυστέρησις ἐπιφέρει σοβαρὰν ζημίαν εἰς τὸ Δημόσιον, ζητήσας τὴν ταχεῖαν λύσιν αὐτοῦ. — [990, 354, 1180, 410]
headline-box — [990, 1318, 1576, 1368]
paragraph: Ἐν συνεχείᾳ ὁ βουλευτὴς ἐτόνισεν ὅτι τὸ ζήτημα ἐκκρεμεῖ ἀπὸ μακροῦ χρόνου καὶ ὅτι ἡ καθυστέρησις ἐπιφέρει σοβαρὰν ζημίαν εἰς τὸ Δημόσιον, ζητήσας τὴν ταχεῖαν λύσιν αὐτοῦ. — [1386, 1139, 1576, 1194]
headline-line: Η ΝΟΜΙΣΜΑΤΙΚΗ ΕΠΙΤΡΟΠΗ ΕΜΕΙΩΣΕ ΤΑ ΕΠΙΤΟΚΙΑ ΚΑΤΑΘΕΣΕΩΝ — [610, 373, 974, 385]
paragraph: Ἐν συνεχείᾳ ὁ βουλευτὴς ἐτόνισεν ὅτι τὸ ζήτημα ἐκκρεμεῖ ἀπὸ μακροῦ χρόνου καὶ ὅτι ἡ καθυστέρησις ἐπιφέρει σοβαρὰν ζημίαν εἰς τὸ Δημόσιον, ζητήσας τὴν ταχεῖαν λύσιν αὐτοῦ. — [990, 1577, 1180, 1644]
paragraph: Οἱ παρατηρηταὶ ὑπογραμμίζουν ὅτι ἡ κατάστασις παραμένει ῥευστὴ καὶ ὅτι αἱ ἐξελίξεις θὰ ἐξαρτηθοῦν ἀπὸ τὴν στάσιν τῶν μεγάλων δυνάμεων εἰς τὴν διάσκεψιν. — [796, 538, 982, 582]
article-body — [8, 134, 592, 676]
paragraph: Κατὰ τὴν σημερινὴν συνεδρίασιν τῆς Βουλῆς ἀνεκοινώθη ἡ ὑποβολὴ ἐπερωτήσεως καὶ συνεζητήθησαν ὑπὸ τῶν βουλευτῶν διάφορα ζητήματα ἀφορῶντα εἰς τὴν ἀξιοποίησιν τοῦ δημοσίου οἰκοπέδου καὶ εἰς τὸν περιορισμὸν τῶν παιδικῶν ἐξοχῶν τῆς περιοχῆς. — [205, 562, 395, 651]
paragraph: Ὁ κ. ὑπουργὸς ἀπαντῶν ἐδήλωσεν ὅτι ἡ κυβέρνησις μελετᾷ τὸ θέμα καὶ ὅτι θὰ ληφθοῦν τὰ ἐνδεδειγμένα μέτρα πρὸς ἐξυπηρέτησιν τοῦ δημοσίου συμφέροντος, ἐν συνεργασίᾳ μετὰ τῶν ἁρμοδίων ὑπηρεσιῶν τοῦ κράτους. — [602, 1330, 788, 1396]
side-story-2 — [398, 1660, 592, 1899]
dateline: ΤΟΚΙΟ, 15. (Ῥώυτερ). — [612, 1467, 720, 1478]
paragraph: Σύμφωνα μὲ τὰς πληροφορίας, αἱ συνομιλίαι θὰ συνεχισθοῦν κατὰ τὰς προσεχεῖς ἡμέρας, ὅπου ἀναμένεται νὰ ληφθοῦν σημαντικαὶ ἀποφάσεις ἐπὶ τῶν ἐκκρεμούντων θεμάτων μεταξὺ τῶν ἀντιπροσωπειῶν. — [205, 493, 395, 559]
section-subhead: ΠΑΡΑ ΤΑΣ ΑΝΤΙΡΡΗΣΕΙΣ — [834, 1276, 944, 1287]
paragraph: Σύμφωνα μὲ τὰς πληροφορίας, αἱ συνομιλίαι θὰ συνεχισθοῦν κατὰ τὰς προσεχεῖς ἡμέρας, ὅπου ἀναμένεται νὰ ληφθοῦν σημαντικαὶ ἀποφάσεις ἐπὶ τῶν ἐκκρεμούντων θεμάτων μεταξὺ τῶν ἀντιπροσωπειῶν. — [8, 360, 198, 427]
paragraph: Ἐν συνεχείᾳ ὁ βουλευτὴς ἐτόνισεν ὅτι τὸ ζήτημα ἐκκρεμεῖ ἀπὸ μακροῦ χρόνου καὶ ὅτι ἡ καθυστέρησις ἐπιφέρει σοβαρὰν ζημίαν εἰς τὸ Δημόσιον, ζητήσας τὴν ταχεῖαν λύσιν αὐτοῦ. — [990, 1877, 1180, 1933]
headline-line: ΑΞΙΑΣ ΤΡΙΩΝ ΕΚΑΤΟΜΜΥΡΙΩΝ ΔΡΑΧΜΩΝ — [77, 34, 523, 59]
headline-line: ΔΙ' ΑΤΑΣΘΑΛΙΑΣ ΕΙΣ ΒΑΡΟΣ ΤΟΥ ΔΗΜΟΣΙΟΥ — [670, 626, 914, 639]
section-subhead: ΑΙ ΜΑΘΗΤΙΚΑΙ ΕΞΟΧΑΙ — [248, 1034, 351, 1045]
article-body — [398, 1691, 592, 1899]
dateline: ΑΘΗΝΑΙ, 15. — [612, 412, 679, 423]
section-subhead: ΚΕΦΑΛΑΙΟΝ Δ'. ΕΠΑΝΟΡΘΩΣΕΙΣ — [1408, 914, 1554, 925]
section-subhead: Ο ΑΓΙΟΣ ΓΕΩΡΓΙΟΣ—ΘΑΣΟΥ — [434, 228, 561, 239]
headline — [990, 1535, 1576, 1573]
paragraph: Σύμφωνα μὲ τὰς πληροφορίας, αἱ συνομιλίαι θὰ συνεχισθοῦν κατὰ τὰς προσεχεῖς ἡμέρας, ὅπου ἀναμένεται νὰ ληφθοῦν σημαντικαὶ ἀποφάσεις ἐπὶ τῶν ἐκκρεμούντων θεμάτων μεταξὺ τῶν ἀντιπροσωπειῶν. — [602, 1467, 982, 1559]
dateline: ΑΓΙΟΣ ΦΡΑΓΚΙΣΚΟΣ, 15. — [1000, 1577, 1121, 1588]
paragraph: Κατὰ τὴν σημερινὴν συνεδρίασιν τῆς Βουλῆς ἀνεκοινώθη ἡ ὑποβολὴ ἐπερωτήσεως καὶ συνεζητήθησαν ὑπὸ τῶν βουλευτῶν διάφορα ζητήματα ἀφορῶντα εἰς τὴν ἀξιοποίησιν τοῦ δημοσίου οἰκοπέδου καὶ εἰς τὸν περιορισμὸν τῶν παιδικῶν ἐξοχῶν τῆς περιοχῆς. — [8, 1481, 192, 1570]
paragraph: Κατὰ τὴν σημερινὴν συνεδρίασιν τῆς Βουλῆς ἀνεκοινώθη ἡ ὑποβολὴ ἐπερωτήσεως καὶ συνεζητήθησαν ὑπὸ τῶν βουλευτῶν διάφορα ζητήματα ἀφορῶντα εἰς τὴν ἀξιοποίησιν τοῦ δημοσίου οἰκοπέδου καὶ εἰς τὸν περιορισμὸν τῶν παιδικῶν ἐξοχῶν τῆς περιοχῆς. — [402, 878, 592, 956]
paragraph: Ὁ κ. ὑπουργὸς ἀπαντῶν ἐδήλωσεν ὅτι ἡ κυβέρνησις μελετᾷ τὸ θέμα καὶ ὅτι θὰ ληφθοῦν τὰ ἐνδεδειγμένα μέτρα πρὸς ἐξυπηρέτησιν τοῦ δημοσίου συμφέροντος, ἐν συνεργασίᾳ μετὰ τῶν ἁρμοδίων ὑπηρεσιῶν τοῦ κράτους. — [796, 746, 982, 812]
paragraph: Ἐν συνεχείᾳ ὁ βουλευτὴς ἐτόνισεν ὅτι τὸ ζήτημα ἐκκρεμεῖ ἀπὸ μακροῦ χρόνου καὶ ὅτι ἡ καθυστέρησις ἐπιφέρει σοβαρὰν ζημίαν εἰς τὸ Δημόσιον, ζητήσας τὴν ταχεῖαν λύσιν αὐτοῦ. — [602, 1467, 789, 1534]
paragraph: Κατὰ τὴν σημερινὴν συνεδρίασιν τῆς Βουλῆς ἀνεκοινώθη ἡ ὑποβολὴ ἐπερωτήσεως καὶ συνεζητήθησαν ὑπὸ τῶν βουλευτῶν διάφορα ζητήματα ἀφορῶντα εἰς τὴν ἀξιοποίησιν τοῦ δημοσίου οἰκοπέδου καὶ εἰς τὸν περιορισμὸν τῶν παιδικῶν ἐξοχῶν τῆς περιοχῆς. — [8, 445, 198, 523]
paragraph: Σύμφωνα μὲ τὰς πληροφορίας, αἱ συνομιλίαι θὰ συνεχισθοῦν κατὰ τὰς προσεχεῖς ἡμέρας, ὅπου ἀναμένεται νὰ ληφθοῦν σημαντικαὶ ἀποφάσεις ἐπὶ τῶν ἐκκρεμούντων θεμάτων μεταξὺ τῶν ἀντιπροσωπειῶν. — [796, 1617, 982, 1683]
paragraph: Οἱ παρατηρηταὶ ὑπογραμμίζουν ὅτι ἡ κατάστασις παραμένει ῥευστὴ καὶ ὅτι αἱ ἐξελίξεις θὰ ἐξαρτηθοῦν ἀπὸ τὴν στάσιν τῶν μεγάλων δυνάμεων εἰς τὴν διάσκεψιν. — [1386, 928, 1576, 972]
paragraph: Οἱ παρατηρηταὶ ὑπογραμμίζουν ὅτι ἡ κατάστασις παραμένει ῥευστὴ καὶ ὅτι αἱ ἐξελίξεις θὰ ἐξαρτηθοῦν ἀπὸ τὴν στάσιν τῶν μεγάλων δυνάμεων εἰς τὴν διάσκεψιν. — [796, 1514, 982, 1559]
subheadline: Τὸ ζήτημα τῆς ἰθαγενείας τῶν Ἰσραηλιτῶν — [88, 108, 512, 129]
section-subhead: ΕΑΝ ΔΕΝ ΕΠΕΛΘΗ ΠΡΟΟΔΟΣ — [1217, 365, 1349, 376]
paragraph: Οἱ παρατηρηταὶ ὑπογραμμίζουν ὅτι ἡ κατάστασις παραμένει ῥευστὴ καὶ ὅτι αἱ ἐξελίξεις θὰ ἐξαρτηθοῦν ἀπὸ τὴν στάσιν τῶν μεγάλων δυνάμεων εἰς τὴν διάσκεψιν. — [199, 1278, 383, 1334]
paragraph: Σύμφωνα μὲ τὰς πληροφορίας, αἱ συνομιλίαι θὰ συνεχισθοῦν κατὰ τὰς προσεχεῖς ἡμέρας, ὅπου ἀναμένεται νὰ ληφθοῦν σημαντικαὶ ἀποφάσεις ἐπὶ τῶν ἐκκρεμούντων θεμάτων μεταξὺ τῶν ἀντιπροσωπειῶν. — [796, 469, 982, 536]
middle-column — [602, 14, 982, 1868]
paragraph: Ἐν συνεχείᾳ ὁ βουλευτὴς ἐτόνισεν ὅτι τὸ ζήτημα ἐκκρεμεῖ ἀπὸ μακροῦ χρόνου καὶ ὅτι ἡ καθυστέρησις ἐπιφέρει σοβαρὰν ζημίαν εἰς τὸ Δημόσιον, ζητήσας τὴν ταχεῖαν λύσιν αὐτοῦ. — [796, 412, 982, 467]
paragraph: Ὁ κ. ὑπουργὸς ἀπαντῶν ἐδήλωσεν ὅτι ἡ κυβέρνησις μελετᾷ τὸ θέμα καὶ ὅτι θὰ ληφθοῦν τὰ ἐνδεδειγμένα μέτρα πρὸς ἐξυπηρέτησιν τοῦ δημοσίου συμφέροντος, ἐν συνεργασίᾳ μετὰ τῶν ἁρμοδίων ὑπηρεσιῶν τοῦ κράτους. — [402, 463, 592, 530]
paragraph: Κατὰ τὴν σημερινὴν συνεδρίασιν τῆς Βουλῆς ἀνεκοινώθη ἡ ὑποβολὴ ἐπερωτήσεως καὶ συνεζητήθησαν ὑπὸ τῶν βουλευτῶν διάφορα ζητήματα ἀφορῶντα εἰς τὴν ἀξιοποίησιν τοῦ δημοσίου οἰκοπέδου καὶ εἰς τὸν περιορισμὸν τῶν παιδικῶν ἐξοχῶν τῆς περιοχῆς. — [1188, 1884, 1379, 1972]
headline — [602, 1591, 982, 1614]
paragraph: Κατὰ τὴν σημερινὴν συνεδρίασιν τῆς Βουλῆς ἀνεκοινώθη ἡ ὑποβολὴ ἐπερωτήσεως καὶ συνεζητήθησαν ὑπὸ τῶν βουλευτῶν διάφορα ζητήματα ἀφορῶντα εἰς τὴν ἀξιοποίησιν τοῦ δημοσίου οἰκοπέδου καὶ εἰς τὸν περιορισμὸν τῶν παιδικῶν ἐξοχῶν τῆς περιοχῆς. — [205, 242, 395, 319]
paragraph: Σύμφωνα μὲ τὰς πληροφορίας, αἱ συνομιλίαι θὰ συνεχισθοῦν κατὰ τὰς προσεχεῖς ἡμέρας, ὅπου ἀναμένεται νὰ ληφθοῦν σημαντικαὶ ἀποφάσεις ἐπὶ τῶν ἐκκρεμούντων θεμάτων μεταξὺ τῶν ἀντιπροσωπειῶν. — [990, 91, 1378, 770]
section-subhead: ΑΙ ΓΑΛΛΙΚΑΙ ΠΛΗΡΟΦΟΡΙΑΙ — [1024, 609, 1146, 620]
paragraph: Ὁ κ. ὑπουργὸς ἀπαντῶν ἐδήλωσεν ὅτι ἡ κυβέρνησις μελετᾷ τὸ θέμα καὶ ὅτι θὰ ληφθοῦν τὰ ἐνδεδειγμένα μέτρα πρὸς ἐξυπηρέτησιν τοῦ δημοσίου συμφέροντος, ἐν συνεργασίᾳ μετὰ τῶν ἁρμοδίων ὑπηρεσιῶν τοῦ κράτους. — [205, 1049, 395, 1115]
paragraph: Σύμφωνα μὲ τὰς πληροφορίας, αἱ συνομιλίαι θὰ συνεχισθοῦν κατὰ τὰς προσεχεῖς ἡμέρας, ὅπου ἀναμένεται νὰ ληφθοῦν σημαντικαὶ ἀποφάσεις ἐπὶ τῶν ἐκκρεμούντων θεμάτων μεταξὺ τῶν ἀντιπροσωπειῶν. — [205, 838, 395, 904]
paragraph: Οἱ παρατηρηταὶ ὑπογραμμίζουν ὅτι ἡ κατάστασις παραμένει ῥευστὴ καὶ ὅτι αἱ ἐξελίξεις θὰ ἐξαρτηθοῦν ἀπὸ τὴν στάσιν τῶν μεγάλων δυνάμεων εἰς τὴν διάσκεψιν. — [1188, 138, 1378, 182]
paragraph: Ὁ κ. ὑπουργὸς ἀπαντῶν ἐδήλωσεν ὅτι ἡ κυβέρνησις μελετᾷ τὸ θέμα καὶ ὅτι θὰ ληφθοῦν τὰ ἐνδεδειγμένα μέτρα πρὸς ἐξυπηρέτησιν τοῦ δημοσίου συμφέροντος, ἐν συνεργασίᾳ μετὰ τῶν ἁρμοδίων ὑπηρεσιῶν τοῦ κράτους. — [8, 1301, 192, 1367]
paragraph: Ἐν συνεχείᾳ ὁ βουλευτὴς ἐτόνισεν ὅτι τὸ ζήτημα ἐκκρεμεῖ ἀπὸ μακροῦ χρόνου καὶ ὅτι ἡ καθυστέρησις ἐπιφέρει σοβαρὰν ζημίαν εἰς τὸ Δημόσιον, ζητήσας τὴν ταχεῖαν λύσιν αὐτοῦ. — [8, 1369, 192, 1425]
paragraph: Σύμφωνα μὲ τὰς πληροφορίας, αἱ συνομιλίαι θὰ συνεχισθοῦν κατὰ τὰς προσεχεῖς ἡμέρας, ὅπου ἀναμένεται νὰ ληφθοῦν σημαντικαὶ ἀποφάσεις ἐπὶ τῶν ἐκκρεμούντων θεμάτων μεταξὺ τῶν ἀντιπροσωπειῶν. — [990, 91, 1180, 157]
paragraph: Σύμφωνα μὲ τὰς πληροφορίας, αἱ συνομιλίαι θὰ συνεχισθοῦν κατὰ τὰς προσεχεῖς ἡμέρας, ὅπου ἀναμένεται νὰ ληφθοῦν σημαντικαὶ ἀποφάσεις ἐπὶ τῶν ἐκκρεμούντων θεμάτων μεταξὺ τῶν ἀντιπροσωπειῶν. — [1188, 888, 1576, 1263]
paragraph: Ἐν συνεχείᾳ ὁ βουλευτὴς ἐτόνισεν ὅτι τὸ ζήτημα ἐκκρεμεῖ ἀπὸ μακροῦ χρόνου καὶ ὅτι ἡ καθυστέρησις ἐπιφέρει σοβαρὰν ζημίαν εἰς τὸ Δημόσιον, ζητήσας τὴν ταχεῖαν λύσιν αὐτοῦ. — [1386, 707, 1576, 762]
paragraph: Ἐν συνεχείᾳ ὁ βουλευτὴς ἐτόνισεν ὅτι τὸ ζήτημα ἐκκρεμεῖ ἀπὸ μακροῦ χρόνου καὶ ὅτι ἡ καθυστέρησις ἐπιφέρει σοβαρὰν ζημίαν εἰς τὸ Δημόσιον, ζητήσας τὴν ταχεῖαν λύσιν αὐτοῦ. — [1188, 700, 1378, 756]
paragraph: Κατὰ τὴν σημερινὴν συνεδρίασιν τῆς Βουλῆς ἀνεκοινώθη ἡ ὑποβολὴ ἐπερωτήσεως καὶ συνεζητήθησαν ὑπὸ τῶν βουλευτῶν διάφορα ζητήματα ἀφορῶντα εἰς τὴν ἀξιοποίησιν τοῦ δημοσίου οἰκοπέδου καὶ εἰς τὸν περιορισμὸν τῶν παιδικῶν ἐξοχῶν τῆς περιοχῆς. — [602, 189, 788, 266]
paragraph: Ἐν συνεχείᾳ ὁ βουλευτὴς ἐτόνισεν ὅτι τὸ ζήτημα ἐκκρεμεῖ ἀπὸ μακροῦ χρόνου καὶ ὅτι ἡ καθυστέρησις ἐπιφέρει σοβαρὰν ζημίαν εἰς τὸ Δημόσιον, ζητήσας τὴν ταχεῖαν λύσιν αὐτοῦ. — [796, 814, 982, 869]
continued-badge: ΣΥΝΕΧΕΙΑ — [18, 1480, 77, 1493]
paragraph: Σύμφωνα μὲ τὰς πληροφορίας, αἱ συνομιλίαι θὰ συνεχισθοῦν κατὰ τὰς προσεχεῖς ἡμέρας, ὅπου ἀναμένεται νὰ — [402, 636, 592, 668]
article-body — [990, 888, 1576, 1304]
paragraph: Κατὰ τὴν σημερινὴν συνεδρίασιν τῆς Βουλῆς ἀνεκοινώθη ἡ ὑποβολὴ ἐπερωτήσεως καὶ συνεζητήθησαν ὑπὸ τῶν βουλευτῶν διάφορα ζητήματα ἀφορῶντα εἰς τὴν ἀξιοποίησιν τοῦ δημοσίου οἰκοπέδου καὶ εἰς τὸν περιορισμὸν τῶν παιδικῶν ἐξοχῶν τῆς περιοχῆς. — [796, 1732, 982, 1809]
paragraph: Οἱ παρατηρηταὶ ὑπογραμμίζουν ὅτι ἡ κατάστασις παραμένει ῥευστὴ καὶ ὅτι αἱ ἐξελίξεις θὰ ἐξαρτηθοῦν ἀπὸ τὴν στάσιν τῶν μεγάλων δυνάμεων εἰς τὴν διάσκεψιν. — [397, 1817, 592, 1862]
paragraph: Κατὰ τὴν σημερινὴν συνεδρίασιν τῆς Βουλῆς ἀνεκοινώθη ἡ ὑποβολὴ ἐπερωτήσεως καὶ συνεζητήθησαν ὑπὸ τῶν βουλευτῶν διάφορα ζητήματα ἀφορῶντα εἰς τὴν ἀξιοποίησιν τοῦ δημοσίου οἰκοπέδου καὶ εἰς τὸν περιορισμὸν τῶν παιδικῶν ἐξοχῶν τῆς περιοχῆς. — [8, 1055, 198, 1132]
paragraph: Οἱ παρατηρηταὶ ὑπογραμμίζουν ὅτι ἡ κατάστασις παραμένει ῥευστὴ καὶ ὅτι αἱ ἐξελίξεις θὰ ἐξαρτηθοῦν ἀπὸ τὴν στάσιν τῶν μεγάλων δυνάμεων εἰς τὴν διάσκεψιν. — [990, 480, 1180, 525]
paragraph: Οἱ παρατηρηταὶ ὑπογραμμίζουν ὅτι ἡ κατάστασις παραμένει ῥευστὴ καὶ ὅτι αἱ ἐξελίξεις θὰ ἐξαρτηθοῦν ἀπὸ τὴν στάσιν τῶν μεγάλων δυνάμεων εἰς τὴν διάσκεψιν. — [602, 642, 982, 859]
headline-line: ΡΩΣΣΙΚΗΝ ΔΙΑΜΑΡΤΥΡΙΑΝ ΔΙΑ ΤΑΣ ΒΑΣΕΙΣ — [672, 1452, 912, 1465]
paragraph: Σύμφωνα μὲ τὰς πληροφορίας, αἱ συνομιλίαι θὰ συνεχισθοῦν κατὰ τὰς προσεχεῖς ἡμέρας, ὅπου ἀναμένεται νὰ ληφθοῦν σημαντικαὶ ἀποφάσεις ἐπὶ τῶν ἐκκρεμούντων θεμάτων μεταξὺ τῶν ἀντιπροσωπειῶν. — [990, 888, 1378, 1258]
section-subhead: ΚΕΦΑΛΑΙΟΝ Β'. ΣΤΡΑΤΙΩΤΙΚΑΙ ΔΙΑΤΑΞΕΙΣ — [1189, 982, 1377, 993]
paragraph: Σύμφωνα μὲ τὰς πληροφορίας, αἱ συνομιλίαι θὰ συνεχισθοῦν κατὰ τὰς προσεχεῖς ἡμέρας, ὅπου ἀναμένεται νὰ ληφθοῦν σημαντικαὶ ἀποφάσεις ἐπὶ τῶν ἐκκρεμούντων θεμάτων μεταξὺ τῶν ἀντιπροσωπειῶν. — [205, 173, 395, 240]
paragraph: Κατὰ τὴν σημερινὴν συνεδρίασιν τῆς Βουλῆς ἀνεκοινώθη ἡ ὑποβολὴ ἐπερωτήσεως καὶ συνεζητήθησαν ὑπὸ τῶν βουλευτῶν διάφορα ζητήματα ἀφορῶντα εἰς τὴν ἀξιοποίησιν τοῦ δημοσίου — [796, 1128, 982, 1183]
paragraph: Ὁ κ. ὑπουργὸς ἀπαντῶν ἐδήλωσεν ὅτι ἡ κυβέρνησις μελετᾷ τὸ θέμα καὶ ὅτι θὰ ληφθοῦν τὰ ἐνδεδειγμένα μέτρα πρὸς ἐξυπηρέτησιν τοῦ δημοσίου συμφέροντος, ἐν συνεργασίᾳ μετὰ τῶν ἁρμοδίων ὑπηρεσιῶν τοῦ κράτους. — [199, 1520, 383, 1586]
paragraph: Κατὰ τὴν σημερινὴν συνεδρίασιν τῆς Βουλῆς ἀνεκοινώθη ἡ ὑποβολὴ ἐπερωτήσεως καὶ συνεζητήθησαν ὑπὸ τῶν βουλευτῶν διάφορα ζητήματα ἀφορῶντα εἰς τὴν ἀξιοποίησιν τοῦ δημοσίου οἰκοπέδου καὶ εἰς τὸν περιορισμὸν τῶν παιδικῶν ἐξοχῶν τῆς περιοχῆς. — [796, 666, 982, 744]
paragraph: Οἱ παρατηρηταὶ ὑπογραμμίζουν ὅτι ἡ κατάστασις παραμένει ῥευστὴ καὶ ὅτι αἱ ἐξελίξεις θὰ ἐξαρτηθοῦν ἀπὸ τὴν στάσιν τῶν μεγάλων δυνάμεων εἰς τὴν διάσκεψιν. — [602, 1011, 788, 1055]
section-subhead: ΤΙ ΑΠΑΝΤΑ Ο ΥΠΟΥΡΓΟΣ — [441, 818, 553, 829]
headline-line: ΚΑΙ Ο ΠΕΡΙΟΡΙΣΜΟΣ ΤΩΝ ΠΑΙΔΙΚΩΝ ΕΞΟΧΩΝ — [54, 56, 545, 82]
article-montgomery-accusations — [602, 1583, 982, 1868]
headline-line: ΕΙΣ ΤΟ ΑΜΕΡΙΚΑΝΙΚΟΝ ΚΕΝΤΡΟΝ — [1177, 1336, 1389, 1351]
continued-badge: ΣΥΝΕΧΕΙΑ — [612, 1618, 671, 1631]
headline — [990, 1706, 1576, 1794]
paragraph: Ἐν συνεχείᾳ ὁ βουλευτὴς ἐτόνισεν ὅτι τὸ ζήτημα ἐκκρεμεῖ ἀπὸ μακροῦ χρόνου καὶ ὅτι ἡ καθυστέρησις ἐπιφέρει σοβαρὰν ζημίαν εἰς τὸ Δημόσιον, ζητήσας τὴν ταχεῖαν λύσιν αὐτοῦ. — [402, 578, 592, 634]
headline-line: ΠΕΡΙ ΕΛΕΓΧΟΥ ΤΩΝ ΠΥΡΗΝΙΚΩΝ ΕΚΡΗΞΕΩΝ — [667, 904, 917, 917]
dateline: ΑΓΚΥΡΑ, 15. (Ἀσσ. Πρὲς). — [1198, 1884, 1330, 1895]
dateline: ΑΘΗΝΑΙ, 15. — [18, 1210, 85, 1221]
paragraph: Οἱ παρατηρηταὶ ὑπογραμμίζουν ὅτι ἡ κατάστασις παραμένει ῥευστὴ καὶ ὅτι αἱ ἐξελίξεις θὰ ἐξαρτηθοῦν ἀπὸ τὴν στάσιν τῶν μεγάλων δυνάμεων εἰς τὴν διάσκεψιν. — [1188, 934, 1378, 978]
dateline: ΛΟΝΔΙΝΟΝ, 15. (Ἀσσ. Πρὲς). — [612, 931, 788, 942]
headline-line: Η ΛΕΙΤΟΥΡΓΙΑ — [455, 1161, 535, 1174]
paragraph: Σύμφωνα μὲ τὰς πληροφορίας, αἱ συνομιλίαι θὰ συνεχισθοῦν κατὰ τὰς προσεχεῖς ἡμέρας, ὅπου ἀναμένεται νὰ ληφθοῦν σημαντικαὶ ἀποφάσεις ἐπὶ τῶν ἐκκρεμούντων θεμάτων μεταξὺ τῶν ἀντιπροσωπειῶν. — [1188, 437, 1378, 503]
paragraph: Κατὰ τὴν σημερινὴν συνεδρίασιν τῆς Βουλῆς ἀνεκοινώθη ἡ ὑποβολὴ ἐπερωτήσεως καὶ συνεζητήθησαν ὑπὸ τῶν βουλευτῶν διάφορα ζητήματα ἀφορῶντα εἰς τὴν ἀξιοποίησιν τοῦ δημοσίου οἰκοπέδου καὶ εἰς τὸν περιορισμὸν τῶν παιδικῶν ἐξοχῶν τῆς περιοχῆς. — [8, 1210, 192, 1298]
article-body — [990, 92, 1576, 841]
paragraph: Οἱ παρατηρηταὶ ὑπογραμμίζουν ὅτι ἡ κατάστασις παραμένει ῥευστὴ καὶ ὅτι αἱ ἐξελίξεις θὰ ἐξαρτηθοῦν ἀπὸ τὴν στάσιν τῶν μεγάλων δυνάμεων εἰς τὴν διάσκεψιν. — [796, 1359, 982, 1403]
dateline: ΓΕΝΕΥΗ, 15. (Ἀσσ. Πρὲς). — [1000, 888, 1125, 899]
paragraph: Οἱ παρατηρηταὶ ὑπογραμμίζουν ὅτι ἡ κατάστασις παραμένει ῥευστὴ καὶ ὅτι αἱ ἐξελίξεις θὰ ἐξαρτηθοῦν ἀπὸ τὴν στάσιν τῶν μεγάλων δυνάμεων εἰς τὴν διάσκεψιν. — [402, 532, 592, 576]
paragraph: Οἱ παρατηρηταὶ ὑπογραμμίζουν ὅτι ἡ κατάστασις παραμένει ῥευστὴ καὶ ὅτι αἱ ἐξελίξεις θὰ ἐξαρτηθοῦν ἀπὸ τὴν στάσιν τῶν μεγάλων δυνάμεων εἰς τὴν διάσκεψιν. — [796, 1081, 982, 1126]
paragraph: Ἐν συνεχείᾳ ὁ βουλευτὴς ἐτόνισεν ὅτι τὸ ζήτημα ἐκκρεμεῖ ἀπὸ μακροῦ χρόνου καὶ ὅτι ἡ καθυστέρησις ἐπιφέρει σοβαρὰν ζημίαν εἰς τὸ Δημόσιον, ζητήσας τὴν ταχεῖαν λύσιν αὐτοῦ. — [602, 1239, 982, 1420]
paragraph: Κατὰ τὴν σημερινὴν συνεδρίασιν τῆς Βουλῆς ἀνεκοινώθη ἡ ὑποβολὴ ἐπερωτήσεως καὶ συνεζητήθησαν ὑπὸ τῶν βουλευτῶν διάφορα ζητήματα ἀφορῶντα εἰς τὴν ἀξιοποίησιν τοῦ δημοσίου οἰκοπέδου καὶ εἰς τὸν περιορισμὸν τῶν παιδικῶν ἐξοχῶν τῆς περιοχῆς. — [1386, 559, 1576, 637]
column-rule — [595, 12, 596, 2312]
paragraph: Ἐν συνεχείᾳ ὁ βουλευτὴς ἐτόνισεν ὅτι τὸ ζήτημα ἐκκρεμεῖ ἀπὸ μακροῦ χρόνου καὶ ὅτι ἡ καθυστέρησις ἐπιφέρει σοβαρὰν ζημίαν εἰς τὸ Δημόσιον, ζητήσας τὴν ταχεῖαν λύσιν αὐτοῦ. — [205, 780, 395, 836]
paragraph: Οἱ παρατηρηταὶ ὑπογραμμίζουν ὅτι ἡ κατάστασις παραμένει ῥευστὴ καὶ ὅτι αἱ ἐξελίξεις θὰ ἐξαρτηθοῦν ἀπὸ τὴν στάσιν τῶν μεγάλων δυνάμεων εἰς τὴν διάσκεψιν. — [1386, 513, 1576, 556]
paragraph: Σύμφωνα μὲ τὰς πληροφορίας, αἱ συνομιλίαι θὰ συνεχισθοῦν κατὰ τὰς προσεχεῖς ἡμέρας, ὅπου ἀναμένεται νὰ ληφθοῦν σημαντικαὶ ἀποφάσεις ἐπὶ τῶν ἐκκρεμούντων θεμάτων μεταξὺ τῶν ἀντιπροσωπειῶν. — [199, 1646, 383, 1712]
headline-line: Η ΑΧΡΗΣΤΕΥΣΙΣ ΟΙΚΟΠΕΔΟΥ ΕΙΣ ΤΗΝ ΚΑΒΑΛΑΝ — [40, 12, 560, 37]
paragraph: Ὁ κ. ὑπουργὸς ἀπαντῶν ἐδήλωσεν ὅτι ἡ κυβέρνησις μελετᾷ τὸ θέμα καὶ ὅτι θὰ ληφθοῦν τὰ ἐνδεδειγμένα μέτρα πρὸς ἐξυπηρέτησιν τοῦ δημοσίου συμφέροντος, ἐν συνεργασίᾳ μετὰ τῶν ἁρμοδίων ὑπηρεσιῶν τοῦ κράτους. — [990, 1797, 1181, 1875]
paragraph: Σύμφωνα μὲ τὰς πληροφορίας, αἱ συνομιλίαι θὰ συνεχισθοῦν κατὰ τὰς προσεχεῖς ἡμέρας, ὅπου ἀναμένεται νὰ ληφθοῦν σημαντικαὶ ἀποφάσεις ἐπὶ τῶν ἐκκρεμούντων θεμάτων μεταξὺ τῶν ἀντιπροσωπειῶν. — [990, 1577, 1378, 1667]
right-column — [990, 14, 1576, 2016]
paragraph: Ὁ κ. ὑπουργὸς ἀπαντῶν ἐδήλωσεν ὅτι ἡ κυβέρνησις μελετᾷ τὸ θέμα καὶ ὅτι θὰ ληφθοῦν τὰ ἐνδεδειγμένα μέτρα πρὸς ἐξυπηρέτησιν τοῦ δημοσίου συμφέροντος, ἐν συνεργασίᾳ μετὰ τῶν ἁρμοδίων ὑπηρεσιῶν τοῦ κράτους. — [205, 712, 395, 778]
paragraph: Σύμφωνα μὲ τὰς πληροφορίας, αἱ συνομιλίαι θὰ συνεχισθοῦν κατὰ τὰς προσεχεῖς ἡμέρας, ὅπου ἀναμένεται νὰ ληφθοῦν σημαντικαὶ ἀποφάσεις ἐπὶ τῶν ἐκκρεμούντων θεμάτων μεταξὺ τῶν ἀντιπροσωπειῶν. — [402, 747, 592, 813]
section-subhead: Η ΙΘΑΓΕΝΕΙΑ ΤΩΝ ΙΣΡΑΗΛΙΤΩΝ — [229, 158, 371, 169]
paragraph: Οἱ παρατηρηταὶ ὑπογραμμίζουν ὅτι ἡ κατάστασις παραμένει ῥευστὴ καὶ ὅτι αἱ ἐξελίξεις θὰ ἐξαρτηθοῦν ἀπὸ τὴν στάσιν τῶν μεγάλων δυνάμεων εἰς τὴν διάσκεψιν. — [990, 160, 1180, 204]
article-turkish-parliament — [990, 1698, 1576, 2016]
paragraph: Οἱ παρατηρηταὶ ὑπογραμμίζουν ὅτι ἡ κατάστασις παραμένει ῥευστὴ καὶ ὅτι αἱ ἐξελίξεις θὰ ἐξαρτηθοῦν ἀπὸ τὴν στάσιν τῶν μεγάλων δυνάμεων εἰς τὴν διάσκεψιν. — [402, 832, 592, 875]
section-subhead: ΟΙ ΕΚΛΟΓΕΙΣ ΔΗΜΟΣ. ΥΠΑΛΛΗΛΩΝ — [417, 449, 577, 459]
paragraph: Οἱ παρατηρηταὶ ὑπογραμμίζουν ὅτι ἡ κατάστασις παραμένει ῥευστὴ καὶ ὅτι αἱ ἐξελίξεις θὰ ἐξαρτηθοῦν ἀπὸ τὴν στάσιν τῶν μεγάλων δυνάμεων εἰς τὴν διάσκεψιν. — [205, 906, 395, 951]
headline-line: ΑΓΡΙΟΙ ΞΥΛΟΔΑΡΜΟΙ ΕΝΤΟΣ ΤΗΣ ΑΙΘΟΥΣΗΣ — [990, 1746, 1576, 1768]
column-rule — [986, 12, 987, 2312]
paragraph: Σύμφωνα μὲ τὰς πληροφορίας, αἱ συνομιλίαι θὰ συνεχισθοῦν κατὰ τὰς προσεχεῖς ἡμέρας, ὅπου ἀναμένεται νὰ ληφθοῦν σημαντικαὶ ἀποφάσεις ἐπὶ τῶν ἐκκρεμούντων θεμάτων μεταξὺ τῶν ἀντιπροσωπειῶν. — [1386, 1924, 1576, 1990]
paragraph: Ὁ κ. ὑπουργὸς ἀπαντῶν ἐδήλωσεν ὅτι ἡ κυβέρνησις μελετᾷ τὸ θέμα καὶ ὅτι θὰ ληφθοῦν τὰ ἐνδεδειγμένα μέτρα πρὸς ἐξυπηρέτησιν τοῦ δημοσίου συμφέροντος, ἐν συνεργασίᾳ μετὰ τῶν ἁρμοδίων ὑπηρεσιῶν τοῦ κράτους. — [990, 286, 1180, 353]
paragraph: Οἱ παρατηρηταὶ ὑπογραμμίζουν ὅτι ἡ κατάστασις παραμένει ῥευστὴ καὶ ὅτι αἱ ἐξελίξεις θὰ ἐξαρτηθοῦν ἀπὸ τὴν στάσιν τῶν μεγάλων δυνάμεων εἰς τὴν διάσκεψιν. — [1386, 176, 1576, 220]
headline-line: ΛΕΓΟΥΝ ΟΙ ΚΛΩΣΤΟΫΦΑΝΤΟΥΡΓΟΙ — [68, 1175, 322, 1192]
section-subhead: ΚΕΦΑΛΑΙΟΝ Α'. ΠΟΛΙΤΙΚΑΙ ΚΑΙ ΕΔΑΦΙΚΑΙ ΔΙΑΤΑΞΕΙΣ — [992, 1153, 1178, 1174]
paragraph: Οἱ παρατηρηταὶ ὑπογραμμίζουν ὅτι ἡ κατάστασις παραμένει ῥευστὴ καὶ ὅτι αἱ ἐξελίξεις θὰ ἐξαρτηθοῦν ἀπὸ τὴν στάσιν τῶν μεγάλων δυνάμεων εἰς τὴν διάσκεψιν. — [1287, 1454, 1576, 1486]
paragraph: Ἐν συνεχείᾳ ὁ βουλευτὴς ἐτόνισεν ὅτι τὸ ζήτημα ἐκκρεμεῖ ἀπὸ μακροῦ χρόνου καὶ ὅτι ἡ καθυστέρησις ἐπιφέρει σοβαρὰν ζημίαν εἰς τὸ Δημόσιον, ζητήσας τὴν ταχεῖαν λύσιν αὐτοῦ. — [602, 1794, 788, 1861]
paragraph: Ἐν συνεχείᾳ ὁ βουλευτὴς ἐτόνισεν ὅτι τὸ ζήτημα ἐκκρεμεῖ ἀπὸ μακροῦ χρόνου καὶ ὅτι ἡ καθυστέρησις ἐπιφέρει σοβαρὰν ζημίαν εἰς τὸ Δημόσιον, ζητήσας τὴν ταχεῖαν λύσιν αὐτοῦ. — [8, 303, 198, 358]
article-body — [398, 1200, 592, 1448]
dateline: ΑΘΗΝΑΙ, 15. — [407, 1487, 481, 1498]
section-subhead: ΚΕΦΑΛΑΙΟΝ Γ'. ΟΙΚΟΝΟΜΙΚΑΙ ΔΙΑΤΑΞΕΙΣ — [1189, 1147, 1377, 1158]
article-britain-indonesia-arms — [602, 1205, 982, 1428]
paragraph: Ὁ κ. ὑπουργὸς ἀπαντῶν ἐδήλωσεν ὅτι ἡ κυβέρνησις μελετᾷ τὸ θέμα καὶ ὅτι θὰ ληφθοῦν τὰ ἐνδεδειγμένα μέτρα πρὸς ἐξυπηρέτησιν τοῦ δημοσίου συμφέροντος, ἐν συνεργασίᾳ μετὰ τῶν ἁρμοδίων ὑπηρεσιῶν τοῦ κράτους. — [1386, 302, 1576, 368]
article-body — [990, 1372, 1576, 1521]
paragraph: Σύμφωνα μὲ τὰς πληροφορίας, αἱ συνομιλίαι θὰ συνεχισθοῦν κατὰ τὰς προσεχεῖς ἡμέρας, ὅπου ἀναμένεται νὰ ληφθοῦν σημαντικαὶ ἀποφάσεις ἐπὶ τῶν ἐκκρεμούντων θεμάτων μεταξὺ τῶν ἀντιπροσωπειῶν. — [199, 1210, 383, 1276]
paragraph: Κατὰ τὴν σημερινὴν συνεδρίασιν τῆς Βουλῆς ἀνεκοινώθη ἡ ὑποβολὴ ἐπερωτήσεως καὶ συνεζητήθησαν ὑπὸ τῶν βουλευτῶν διάφορα ζητήματα ἀφορῶντα εἰς τὴν ἀξιοποίησιν τοῦ δημοσίου οἰκοπέδου καὶ εἰς τὸν περιορισμὸν τῶν παιδικῶν ἐξοχῶν τῆς περιοχῆς. — [602, 1619, 788, 1707]
speaker-name: κ. ΒΡΑΝΟΠΟΥΛΟΣ — [215, 173, 309, 184]
paragraph: Σύμφωνα μὲ τὰς πληροφορίας, αἱ συνομιλίαι θὰ συνεχισθοῦν κατὰ τὰς προσεχεῖς ἡμέρας, ὅπου ἀναμένεται νὰ ληφθοῦν σημαντικαὶ ἀποφάσεις ἐπὶ τῶν ἐκκρεμούντων θεμάτων μεταξὺ τῶν ἀντιπροσωπειῶν. — [602, 943, 788, 1009]
section-subhead: ΣΧΟΛΙΑ ΤΗΣ «ΠΡΑΒΔΑ» — [1427, 162, 1535, 173]
paragraph: Ὁ κ. ὑπουργὸς ἀπαντῶν ἐδήλωσεν ὅτι ἡ κυβέρνησις μελετᾷ τὸ θέμα καὶ ὅτι θὰ ληφθοῦν τὰ ἐνδεδειγμένα μέτρα πρὸς ἐξυπηρέτησιν τοῦ δημοσίου συμφέροντος, ἐν συνεργασίᾳ μετὰ τῶν ἁρμοδίων ὑπηρεσιῶν τοῦ κράτους. — [1386, 1070, 1576, 1137]
headline-line: ΣΩΜΑΤΙΚΗΣ ΑΓΩΓΗΣ — [437, 1674, 553, 1688]
headline-line: ΤΟ ΥΠΟΒΛΗΘΕΝ ΥΠΟ ΤΟΥ ΓΚΡΟΜΙΚΟ ΕΙΣ ΤΗΝ ΔΙΑΣΚΕΨΙΝ — [1072, 867, 1494, 884]
article-soviet-arab-pact — [602, 14, 982, 360]
headline-line: ΝΑ ΑΠΟΣΧΟΥΝ ΤΟΥ ΜΕΣΟΓΕΙΑΚΟΥ ΣΥΜΦΩΝΟΥ — [642, 26, 942, 41]
paragraph: Ἐν συνεχείᾳ ὁ βουλευτὴς ἐτόνισεν ὅτι τὸ ζήτημα ἐκκρεμεῖ ἀπὸ μακροῦ χρόνου καὶ ὅτι ἡ καθυστέρησις ἐπιφέρει σοβαρὰν ζημίαν εἰς τὸ Δημόσιον, ζητήσας τὴν ταχεῖαν λύσιν αὐτοῦ. — [1386, 370, 1576, 426]
paragraph: Οἱ παρατηρηταὶ ὑπογραμμίζουν ὅτι ἡ κατάστασις παραμένει ῥευστὴ καὶ ὅτι αἱ ἐξελίξεις θὰ ἐξαρτηθοῦν ἀπὸ τὴν στάσιν τῶν μεγάλων δυνάμεων εἰς τὴν διάσκεψιν. — [8, 1767, 192, 1822]
headline-line: ΟΤΙ Η ΑΓΓΛΙΑ ΣΥΜΦΩΝΗΣΑΣΑ ΜΕ ΤΟΥΣ ΡΩΣΟΥΣ — [1065, 30, 1501, 51]
paragraph: Ἐν συνεχείᾳ ὁ βουλευτὴς ἐτόνισεν ὅτι τὸ ζήτημα ἐκκρεμεῖ ἀπὸ μακροῦ χρόνου καὶ ὅτι ἡ καθυστέρησις ἐπιφέρει σοβαρὰν ζημίαν εἰς τὸ Δημόσιον, ζητήσας τὴν ταχεῖαν λύσιν αὐτοῦ. — [602, 63, 982, 359]
paragraph: Ὁ κ. ὑπουργὸς ἀπαντῶν ἐδήλωσεν ὅτι ἡ κυβέρνησις μελετᾷ τὸ θέμα καὶ ὅτι θὰ ληφθοῦν τὰ ἐνδεδειγμένα μέτρα πρὸς ἐξυπηρέτησιν τοῦ δημοσίου συμφέροντος, ἐν συνεργασίᾳ μετὰ τῶν ἁρμοδίων ὑπηρεσιῶν τοῦ κράτους. — [990, 1082, 1180, 1149]
dateline: ΑΓΚΥΡΑ, 15. (Ἀσσ. Πρὲς). — [1000, 1797, 1144, 1808]
paragraph: Ὁ κ. ὑπουργὸς ἀπαντῶν ἐδήλωσεν ὅτι ἡ κυβέρνησις μελετᾷ τὸ θέμα καὶ ὅτι θὰ ληφθοῦν τὰ ἐνδεδειγμένα μέτρα πρὸς ἐξυπηρέτησιν τοῦ δημοσίου συμφέροντος, ἐν συνεργασίᾳ μετὰ τῶν ἁρμοδίων ὑπηρεσιῶν τοῦ κράτους. — [1386, 639, 1576, 705]
paragraph: Σύμφωνα μὲ τὰς πληροφορίας, αἱ συνομιλίαι θὰ συνεχισθοῦν κατὰ τὰς προσεχεῖς ἡμέρας, ὅπου ἀναμένεται νὰ ληφθοῦν σημαντικαὶ ἀποφάσεις ἐπὶ τῶν ἐκκρεμούντων θεμάτων μεταξὺ τῶν ἀντιπροσωπειῶν. — [1386, 1196, 1576, 1263]
headline — [602, 1442, 982, 1465]
headline — [602, 894, 982, 928]
speaker-name: κ. ΖΟΡΜΠΑΣ — [18, 360, 91, 371]
headline — [998, 1324, 1568, 1363]
paragraph: Ὁ κ. ὑπουργὸς ἀπαντῶν ἐδήλωσεν ὅτι ἡ κυβέρνησις μελετᾷ τὸ θέμα καὶ ὅτι θὰ ληφθοῦν τὰ ἐνδεδειγμένα μέτρα πρὸς ἐξυπηρέτησιν τοῦ δημοσίου συμφέροντος, ἐν συνεργασίᾳ μετὰ τῶν ἁρμοδίων ὑπηρεσιῶν τοῦ κράτους. — [990, 1430, 1279, 1473]
paragraph: Κατὰ τὴν σημερινὴν συνεδρίασιν τῆς Βουλῆς ἀνεκοινώθη ἡ ὑποβολὴ ἐπερωτήσεως καὶ συνεζητήθησαν ὑπὸ τῶν βουλευτῶν διάφορα ζητήματα ἀφορῶντα εἰς τὴν ἀξιοποίησιν τοῦ δημοσίου οἰκοπέδου καὶ εἰς τὸν περιορισμὸν τῶν παιδικῶν ἐξοχῶν τῆς περιοχῆς. — [8, 1479, 383, 1879]
left-column — [8, 14, 592, 1899]
headline — [602, 14, 982, 59]
paragraph: Ὁ κ. ὑπουργὸς ἀπαντῶν ἐδήλωσεν ὅτι ἡ κυβέρνησις μελετᾷ τὸ θέμα καὶ ὅτι θὰ ληφθοῦν τὰ ἐνδεδειγμένα μέτρα πρὸς ἐξυπηρέτησιν τοῦ δημοσίου συμφέροντος, ἐν συνεργασίᾳ μετὰ τῶν ἁρμοδίων ὑπηρεσιῶν τοῦ κράτους. — [402, 958, 592, 1024]
article-body — [602, 412, 982, 590]
paragraph: Ἐν συνεχείᾳ ὁ βουλευτὴς ἐτόνισεν ὅτι τὸ ζήτημα ἐκκρεμεῖ ἀπὸ μακροῦ χρόνου καὶ ὅτι ἡ καθυστέρησις ἐπιφέρει σοβαρὰν ζημίαν εἰς τὸ Δημόσιον, ζητήσας τὴν ταχεῖαν λύσιν αὐτοῦ. — [205, 712, 592, 1139]
paragraph: Κατὰ τὴν σημερινὴν συνεδρίασιν τῆς Βουλῆς ἀνεκοινώθη ἡ ὑποβολὴ ἐπερωτήσεως καὶ συνεζητήθησαν ὑπὸ τῶν βουλευτῶν διάφορα ζητήματα ἀφορῶντα εἰς τὴν ἀξιοποίησιν τοῦ δημοσίου οἰκοπέδου καὶ εἰς τὸν περιορισμὸν τῶν παιδικῶν ἐξοχῶν τῆς περιοχῆς. — [1188, 996, 1378, 1074]
paragraph: Σύμφωνα μὲ τὰς πληροφορίας, αἱ συνομιλίαι θὰ συνεχισθοῦν κατὰ τὰς προσεχεῖς ἡμέρας, ὅπου ἀναμένεται νὰ ληφθοῦν σημαντικαὶ ἀποφάσεις ἐπὶ τῶν ἐκκρεμούντων θεμάτων μεταξὺ τῶν ἀντιπροσωπειῶν. — [1287, 1407, 1576, 1452]
article-tokyo-bases — [602, 1434, 982, 1577]
headline: Η ΣΥΖΗΤΗΣΙΣ ΔΙΑ ΤΟ ΟΙΚΟΠΕΔΟΝ ΚΑΒΑΛΑΣ — [104, 688, 496, 709]
paragraph: Σύμφωνα μὲ τὰς πληροφορίας, αἱ συνομιλίαι θὰ συνεχισθοῦν κατὰ τὰς προσεχεῖς ἡμέρας, ὅπου ἀναμένεται νὰ ληφθοῦν σημαντικαὶ ἀποφάσεις ἐπὶ τῶν ἐκκρεμούντων θεμάτων μεταξὺ τῶν ἀντιπροσωπειῶν. — [796, 1013, 982, 1079]
paragraph: Ὁ κ. ὑπουργὸς ἀπαντῶν ἐδήλωσεν ὅτι ἡ κυβέρνησις μελετᾷ τὸ θέμα καὶ ὅτι θὰ ληφθοῦν τὰ ἐνδεδειγμένα μέτρα πρὸς ἐξυπηρέτησιν τοῦ δημοσίου συμφέροντος, ἐν συνεργασίᾳ μετὰ τῶν ἁρμοδίων ὑπηρεσιῶν τοῦ κράτους. — [1386, 1797, 1576, 1864]
paragraph: Σύμφωνα μὲ τὰς πληροφορίας, αἱ συνομιλίαι θὰ συνεχισθοῦν κατὰ τὰς προσεχεῖς ἡμέρας, ὅπου ἀναμένεται νὰ ληφθοῦν σημαντικαὶ ἀποφάσεις ἐπὶ τῶν ἐκκρεμούντων θεμάτων μεταξὺ τῶν ἀντιπροσωπειῶν. — [990, 888, 1180, 955]
dateline: ΓΕΝΕΥΗ, 15. (Ἀσσ. Πρὲς). — [1000, 91, 1125, 102]
paragraph: Ὁ κ. ὑπουργὸς ἀπαντῶν ἐδήλωσεν ὅτι ἡ κυβέρνησις μελετᾷ τὸ θέμα καὶ ὅτι θὰ ληφθοῦν τὰ ἐνδεδειγμένα μέτρα πρὸς ἐξυπηρέτησιν τοῦ δημοσίου συμφέροντος, ἐν συνεργασίᾳ μετὰ τῶν ἁρμοδίων ὑπηρεσιῶν τοῦ κράτους. — [1188, 1076, 1378, 1143]
article-kavala-plot-debate — [8, 682, 592, 1149]
headline-line: ΝΕΑ ΕΠΕΙΣΟΔΙΑ ΕΙΣ ΤΗΝ ΤΟΥΡΚΙΚΗΝ ΒΟΥΛΗΝ — [1074, 1704, 1492, 1726]
paragraph: Κατὰ τὴν σημερινὴν συνεδρίασιν τῆς Βουλῆς ἀνεκοινώθη ἡ ὑποβολὴ ἐπερωτήσεως καὶ συνεζητήθησαν ὑπὸ τῶν βουλευτῶν διάφορα ζητήματα ἀφορῶντα εἰς τὴν ἀξιοποίησιν τοῦ δημοσίου οἰκοπέδου καὶ εἰς τὸν περιορισμὸν τῶν παιδικῶν ἐξοχῶν τῆς περιοχῆς. — [990, 1003, 1180, 1080]
headline-line: ΤΟ ΧΑΡΑΚΤΗΡΙΖΕΙ ΩΣ «ΚΑΘΑΡΩΣ ΙΜΠΕΡΙΑΛΙΣΤΙΚΟΝ» — [602, 43, 982, 59]
article-body — [602, 1240, 982, 1428]
